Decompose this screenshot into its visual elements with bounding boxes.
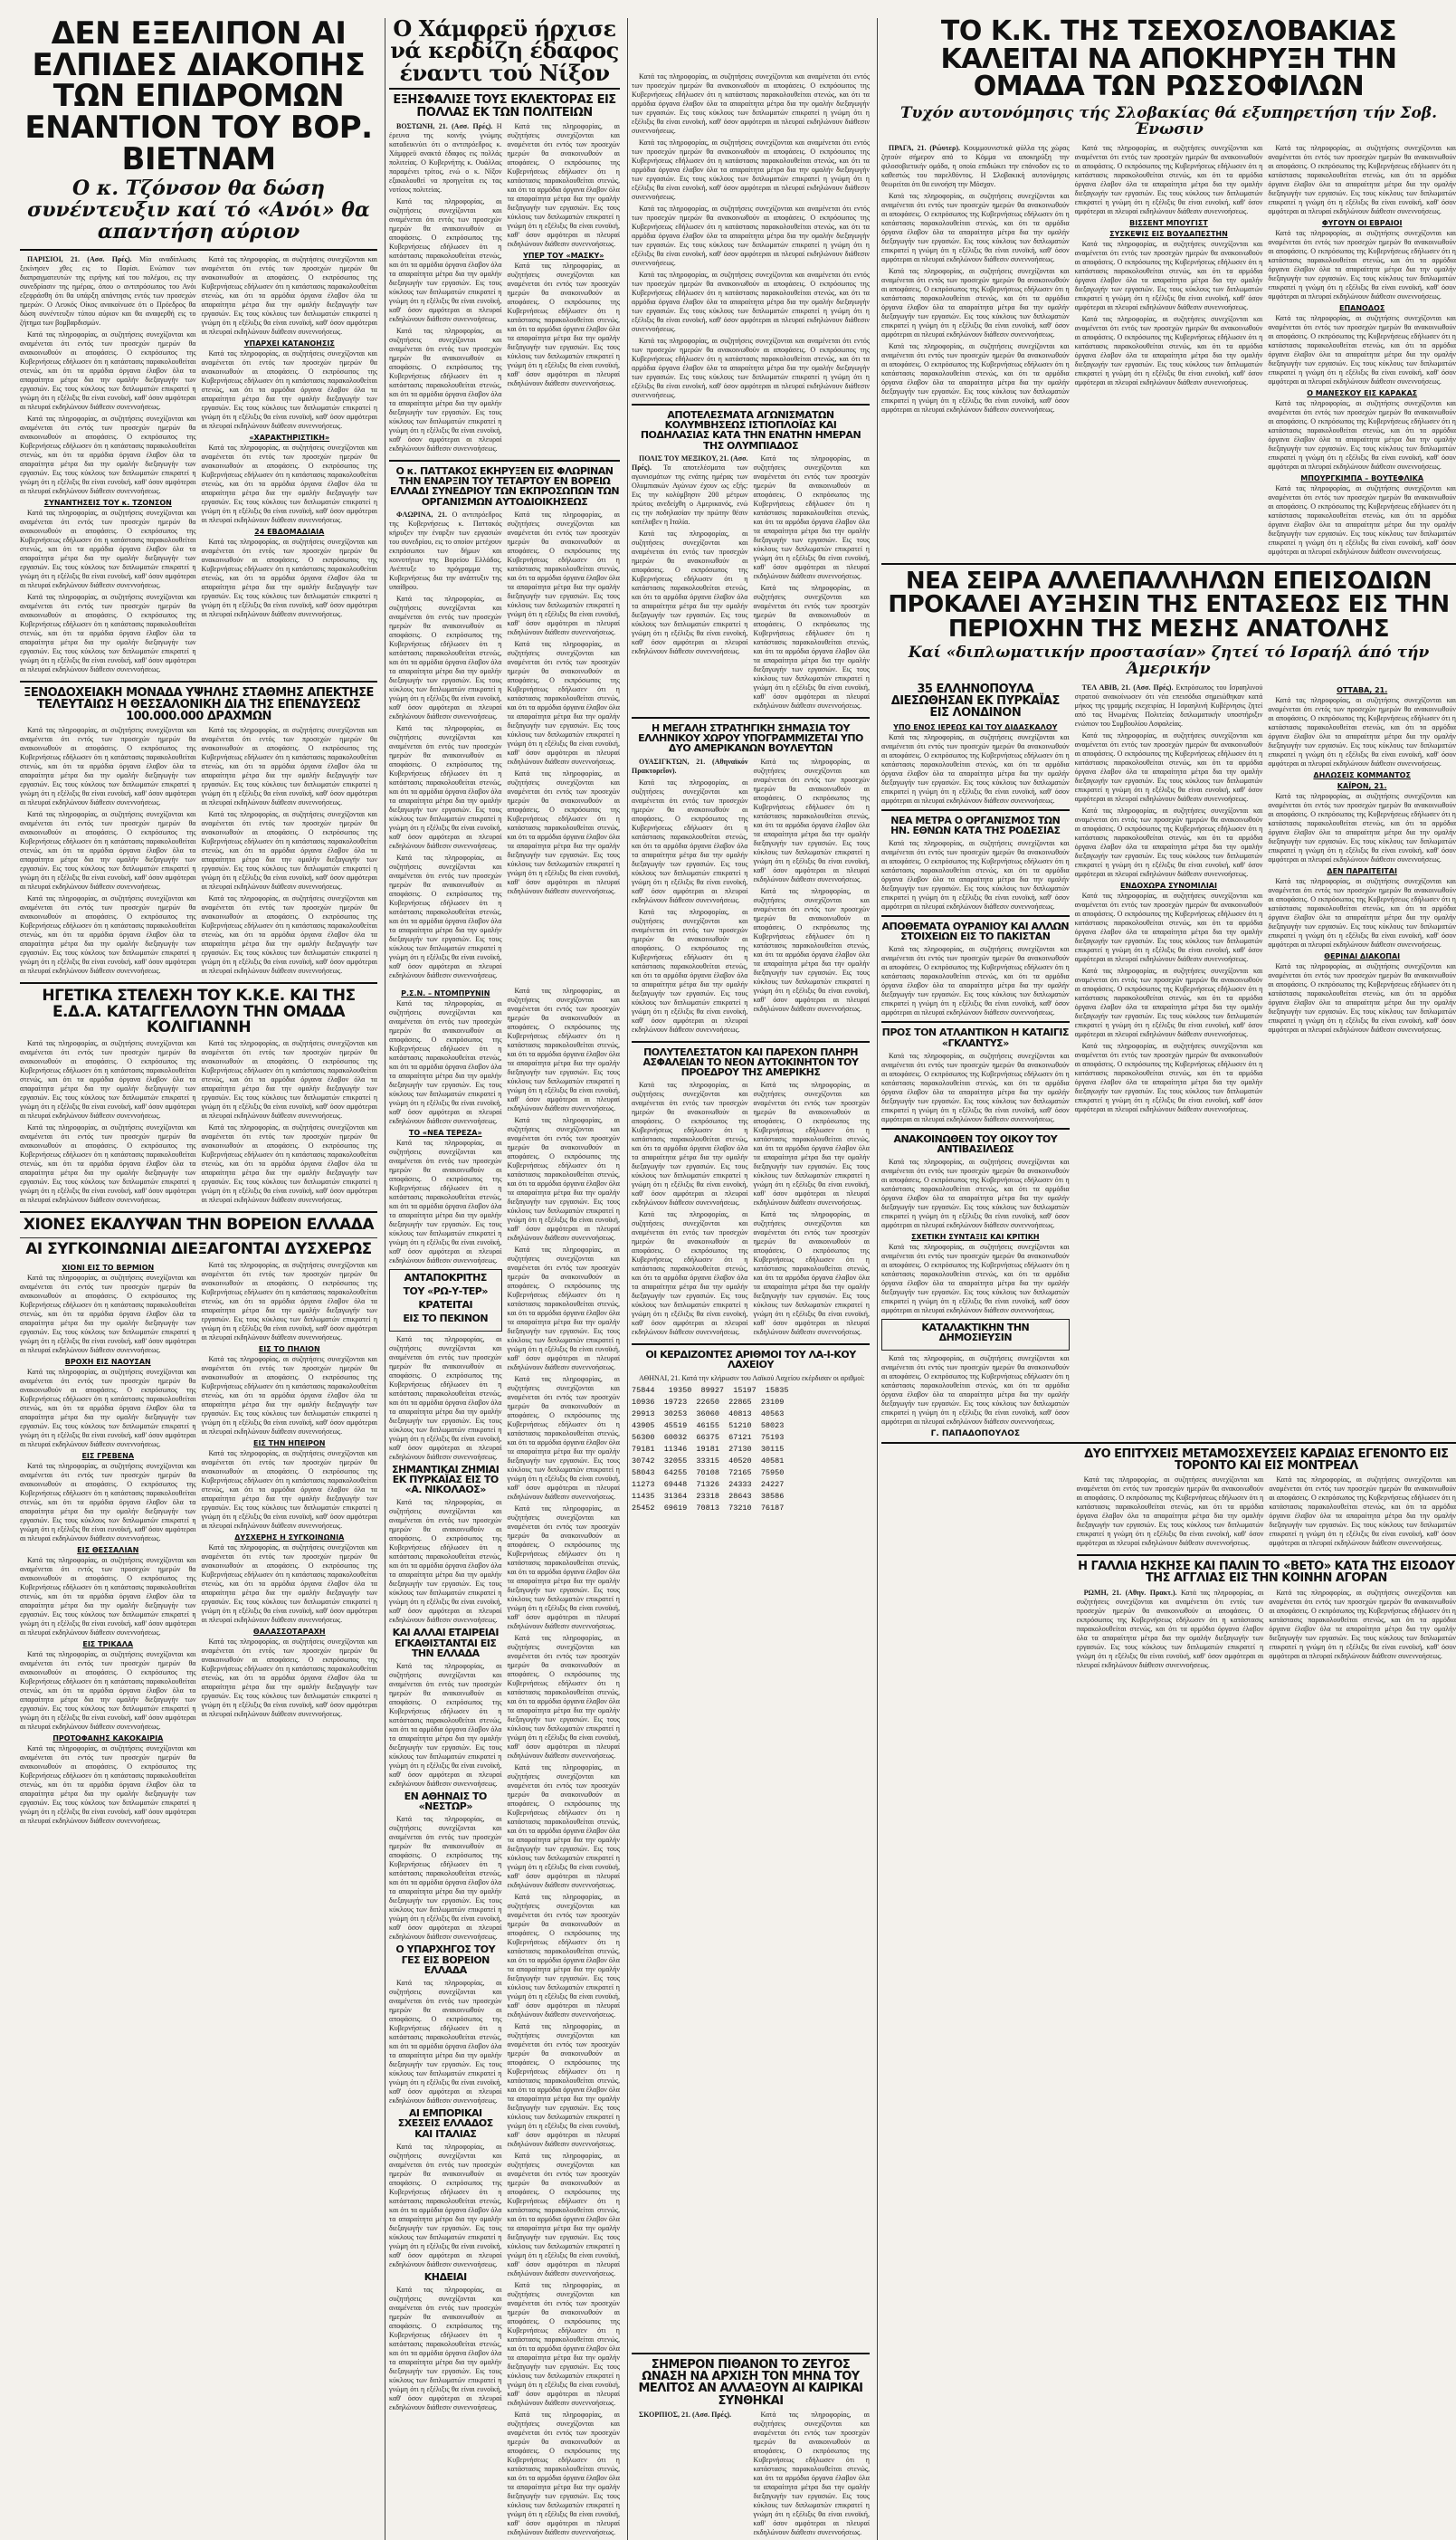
onassis-dateline: ΣΚΟΡΠΙΟΣ, 21. (Ασσ. Πρές). <box>639 2410 732 2419</box>
filler-text: Κατά τας πληροφορίας, αι συζητήσεις συνεχίζονται και αναμένεται ότι εντός των προσεχών ημερών θα ανακοινωθούν αι αποφάσεις. Ο εκπρόσωπος της Κυβερνήσεως εδήλωσεν ότι η κατάστασις παρακολουθείται στενώς, και ότι τα αρμόδια όργανα έλαβον όλα τα απαραίτητα μέτρα δια την ομαλήν διεξαγωγήν των εργασιών. Εις τους κύκλους των διπλωματών επικρατεί η γνώμη ότι η εξέλιξις θα είναι ευνοϊκή, καθ' όσον αμφότεραι αι πλευραί εκδηλώνουν διάθεσιν συνεννοήσεως. <box>389 1661 502 1788</box>
mideast-headline: ΝΕΑ ΣΕΙΡΑ ΑΛΛΕΠΑΛΛΗΛΩΝ ΕΠΕΙΣΟΔΙΩΝ ΠΡΟΚΑΛΕΙ ΑΥΞΗΣΙΝ ΤΗΣ ΕΝΤΑΣΕΩΣ ΕΙΣ ΤΗΝ ΠΕΡΙΟΧΗΝ ΤΗΣ ΜΕΣΗΣ ΑΝΑΤΟΛΗΣ <box>888 567 1450 643</box>
humphrey-article <box>389 122 620 456</box>
filler-text: Κατά τας πληροφορίας, αι συζητήσεις συνεχίζονται και αναμένεται ότι εντός των προσεχών ημερών θα ανακοινωθούν αι αποφάσεις. Ο εκπρόσωπος της Κυβερνήσεως εδήλωσεν ότι η κατάστασις παρακολουθείται στενώς, και ότι τα αρμόδια όργανα έλαβον όλα τα απαραίτητα μέτρα δια την ομαλήν διεξαγωγήν των εργασιών. Εις τους κύκλους των διπλωματών επικρατεί η γνώμη ότι η εξέλιξις θα είναι ευνοϊκή, καθ' όσον αμφότεραι αι πλευραί εκδηλώνουν διάθεσιν συνεννοήσεως. <box>753 886 870 1013</box>
section-heading: ΥΠΑΡΧΕΙ ΚΑΤΑΝΟΗΣΙΣ <box>243 339 335 348</box>
filler-text: Κατά τας πληροφορίας, αι συζητήσεις συνεχίζονται και αναμένεται ότι εντός των προσεχών ημερών θα ανακοινωθούν αι αποφάσεις. Ο εκπρόσωπος της Κυβερνήσεως εδήλωσεν ότι η κατάστασις παρακολουθείται στενώς, και ότι τα αρμόδια όργανα έλαβον όλα τα απαραίτητα μέτρα δια την ομαλήν διεξαγωγήν των εργασιών. Εις τους κύκλους των διπλωματών επικρατεί η γνώμη ότι η εξέλιξις θα είναι ευνοϊκή, καθ' όσον αμφότεραι αι πλευραί εκδηλώνουν διάθεσιν συνεννοήσεως. <box>389 723 502 850</box>
filler-text: Κατά τας πληροφορίας, αι συζητήσεις συνεχίζονται και αναμένεται ότι εντός των προσεχών ημερών θα ανακοινωθούν αι αποφάσεις. Ο εκπρόσωπος της Κυβερνήσεως εδήλωσεν ότι η κατάστασις παρακολουθείται στενώς, και ότι τα αρμόδια όργανα έλαβον όλα τα απαραίτητα μέτρα δια την ομαλήν διεξαγωγήν των εργασιών. Εις τους κύκλους των διπλωματών επικρατεί η γνώμη ότι η εξέλιξις θα είναι ευνοϊκή, καθ' όσον αμφότεραι αι πλευραί εκδηλώνουν διάθεσιν συνεννοήσεως. <box>201 1261 377 1342</box>
lottery-row: 25452 69619 70813 73210 76187 <box>632 1503 785 1513</box>
section-heading: ΕΝΔΟΧΩΡΑ ΣΥΝΟΜΙΛΙΑΙ <box>1119 881 1217 890</box>
filler-text: Κατά τας πληροφορίας, αι συζητήσεις συνεχίζονται και αναμένεται ότι εντός των προσεχών ημερών θα ανακοινωθούν αι αποφάσεις. Ο εκπρόσωπος της Κυβερνήσεως εδήλωσεν ότι η κατάστασις παρακολουθείται στενώς, και ότι τα αρμόδια όργανα έλαβον όλα τα απαραίτητα μέτρα δια την ομαλήν διεξαγωγήν των εργασιών. Εις τους κύκλους των διπλωματών επικρατεί η γνώμη ότι η εξέλιξις θα είναι ευνοϊκή, καθ' όσον αμφότεραι αι πλευραί εκδηλώνουν διάθεσιν συνεννοήσεως. <box>632 337 870 399</box>
filler-text: Κατά τας πληροφορίας, αι συζητήσεις συνεχίζονται και αναμένεται ότι εντός των προσεχών ημερών θα ανακοινωθούν αι αποφάσεις. Ο εκπρόσωπος της Κυβερνήσεως εδήλωσεν ότι η κατάστασις παρακολουθείται στενώς, και ότι τα αρμόδια όργανα έλαβον όλα τα απαραίτητα μέτρα δια την ομαλήν διεξαγωγήν των εργασιών. Εις τους κύκλους των διπλωματών επικρατεί η γνώμη ότι η εξέλιξις θα είναι ευνοϊκή, καθ' όσον αμφότεραι αι πλευραί εκδηλώνουν διάθεσιν συνεννοήσεως. <box>1074 1041 1263 1113</box>
filler-text: Κατά τας πληροφορίας, αι συζητήσεις συνεχίζονται και αναμένεται ότι εντός των προσεχών ημερών θα ανακοινωθούν αι αποφάσεις. Ο εκπρόσωπος της Κυβερνήσεως εδήλωσεν ότι η κατάστασις παρακολουθείται στενώς, και ότι τα αρμόδια όργανα έλαβον όλα τα απαραίτητα μέτρα δια την ομαλήν διεξαγωγήν των εργασιών. Εις τους κύκλους των διπλωματών επικρατεί η γνώμη ότι η εξέλιξις θα είναι ευνοϊκή, καθ' όσον αμφότεραι αι πλευραί εκδηλώνουν διάθεσιν συνεννοήσεως. <box>1074 966 1263 1038</box>
section-heading: ΕΙΣ ΘΕΣΣΑΛΙΑΝ <box>77 1546 139 1554</box>
column-2 <box>385 15 620 2540</box>
filler-text: Κατά τας πληροφορίας, αι συζητήσεις συνεχίζονται και αναμένεται ότι εντός των προσεχών ημερών θα ανακοινωθούν αι αποφάσεις. Ο εκπρόσωπος της Κυβερνήσεως εδήλωσεν ότι η κατάστασις παρακολουθείται στενώς, και ότι τα αρμόδια όργανα έλαβον όλα τα απαραίτητα μέτρα δια την ομαλήν διεξαγωγήν των εργασιών. Εις τους κύκλους των διπλωματών επικρατεί η γνώμη ότι η εξέλιξις θα είναι ευνοϊκή, καθ' όσον αμφότεραι αι πλευραί εκδηλώνουν διάθεσιν συνεννοήσεως. <box>20 894 196 976</box>
filler-text: Κατά τας πληροφορίας, αι συζητήσεις συνεχίζονται και αναμένεται ότι εντός των προσεχών ημερών θα ανακοινωθούν αι αποφάσεις. Ο εκπρόσωπος της Κυβερνήσεως εδήλωσεν ότι η κατάστασις παρακολουθείται στενώς, και ότι τα αρμόδια όργανα έλαβον όλα τα απαραίτητα μέτρα δια την ομαλήν διεξαγωγήν των εργασιών. Εις τους κύκλους των διπλωματών επικρατεί η γνώμη ότι η εξέλιξις θα είναι ευνοϊκή, καθ' όσον αμφότεραι αι πλευραί εκδηλώνουν διάθεσιν συνεννοήσεως. <box>20 1274 196 1354</box>
filler-text: Κατά τας πληροφορίας, αι συζητήσεις συνεχίζονται και αναμένεται ότι εντός των προσεχών ημερών θα ανακοινωθούν αι αποφάσεις. Ο εκπρόσωπος της Κυβερνήσεως εδήλωσεν ότι η κατάστασις παρακολουθείται στενώς, και ότι τα αρμόδια όργανα έλαβον όλα τα απαραίτητα μέτρα δια την ομαλήν διεξαγωγήν των εργασιών. Εις τους κύκλους των διπλωματών επικρατεί η γνώμη ότι η εξέλιξις θα είναι ευνοϊκή, καθ' όσον αμφότεραι αι πλευραί εκδηλώνουν διάθεσιν συνεννοήσεως. <box>753 583 870 710</box>
filler-text: Κατά τας πληροφορίας, αι συζητήσεις συνεχίζονται και αναμένεται ότι εντός των προσεχών ημερών θα ανακοινωθούν αι αποφάσεις. Ο εκπρόσωπος της Κυβερνήσεως εδήλωσεν ότι η κατάστασις παρακολουθείται στενώς, και ότι τα αρμόδια όργανα έλαβον όλα τα απαραίτητα μέτρα δια την ομαλήν διεξαγωγήν των εργασιών. Εις τους κύκλους των διπλωματών επικρατεί η γνώμη ότι η εξέλιξις θα είναι ευνοϊκή, καθ' όσον αμφότεραι αι πλευραί εκδηλώνουν διάθεσιν συνεννοήσεως. <box>1268 398 1456 471</box>
mideast-text: Εκπρόσωπος του Ισραηλινού στρατού ανακοίνωσεν ότι νέα επεισόδια σημειώθηκαν κατά μήκος της γραμμής εκεχειρίας. Η Ισραηλινή Κυβέρνησις ζητεί από τας Ηνωμένας Πολιτείας διπλωματικήν υποστήριξιν ενώπιον του Συμβουλίου Ασφαλείας. <box>1074 683 1263 728</box>
palace-headline: ΑΝΑΚΟΙΝΩΘΕΝ ΤΟΥ ΟΙΚΟΥ ΤΟΥ ΑΝΤΙΒΑΣΙΛΕΩΣ <box>893 1132 1058 1156</box>
filler-text: Κατά τας πληροφορίας, αι συζητήσεις συνεχίζονται και αναμένεται ότι εντός των προσεχών ημερών θα ανακοινωθούν αι αποφάσεις. Ο εκπρόσωπος της Κυβερνήσεως εδήλωσεν ότι η κατάστασις παρακολουθείται στενώς, και ότι τα αρμόδια όργανα έλαβον όλα τα απαραίτητα μέτρα δια την ομαλήν διεξαγωγήν των εργασιών. Εις τους κύκλους των διπλωματών επικρατεί η γνώμη ότι η εξέλιξις θα είναι ευνοϊκή, καθ' όσον αμφότεραι αι πλευραί εκδηλώνουν διάθεσιν συνεννοήσεως. <box>1268 791 1456 864</box>
divider <box>881 1021 1070 1023</box>
mini-headline: Ο ΥΠΑΡΧΗΓΟΣ ΤΟΥ ΓΕΣ ΕΙΣ ΒΟΡΕΙΟΝ ΕΛΛΑΔΑ <box>395 1943 496 1976</box>
filler-text: Κατά τας πληροφορίας, αι συζητήσεις συνεχίζονται και αναμένεται ότι εντός των προσεχών ημερών θα ανακοινωθούν αι αποφάσεις. Ο εκπρόσωπος της Κυβερνήσεως εδήλωσεν ότι η κατάστασις παρακολουθείται στενώς, και ότι τα αρμόδια όργανα έλαβον όλα τα απαραίτητα μέτρα δια την ομαλήν διεξαγωγήν των εργασιών. Εις τους κύκλους των διπλωματών επικρατεί η γνώμη ότι η εξέλιξις θα είναι ευνοϊκή, καθ' όσον αμφότεραι αι πλευραί εκδηλώνουν διάθεσιν συνεννοήσεως. <box>632 907 748 1034</box>
filler-text: Κατά τας πληροφορίας, αι συζητήσεις συνεχίζονται και αναμένεται ότι εντός των προσεχών ημερών θα ανακοινωθούν αι αποφάσεις. Ο εκπρόσωπος της Κυβερνήσεως εδήλωσεν ότι η κατάστασις παρακολουθείται στενώς, και ότι τα αρμόδια όργανα έλαβον όλα τα απαραίτητα μέτρα δια την ομαλήν διεξαγωγήν των εργασιών. Εις τους κύκλους των διπλωματών επικρατεί η γνώμη ότι η εξέλιξις θα είναι ευνοϊκή, καθ' όσον αμφότεραι αι πλευραί εκδηλώνουν διάθεσιν συνεννοήσεως. <box>1268 228 1456 301</box>
section-heading: ΜΠΟΥΡΓΚΙΜΠΑ – ΒΟΥΤΕΦΛΙΚΑ <box>1300 473 1424 482</box>
vietnam-subheadline: Ο κ. Τζόνσον θα δώση συνέντευξιν καί τό «Ανόι» θα απαντήση αύριον <box>27 177 370 243</box>
divider <box>20 681 377 683</box>
sport-article <box>632 454 870 713</box>
filler-text: Κατά τας πληροφορίας, αι συζητήσεις συνεχίζονται και αναμένεται ότι εντός των προσεχών ημερών θα ανακοινωθούν αι αποφάσεις. Ο εκπρόσωπος της Κυβερνήσεως εδήλωσεν ότι η κατάστασις παρακολουθείται στενώς, και ότι τα αρμόδια όργανα έλαβον όλα τα απαραίτητα μέτρα δια την ομαλήν διεξαγωγήν των εργασιών. Εις τους κύκλους των διπλωματών επικρατεί η γνώμη ότι η εξέλιξις θα είναι ευνοϊκή, καθ' όσον αμφότεραι αι πλευραί εκδηλώνουν διάθεσιν συνεννοήσεως. <box>632 72 870 135</box>
filler-text: Κατά τας πληροφορίας, αι συζητήσεις συνεχίζονται και αναμένεται ότι εντός των προσεχών ημερών θα ανακοινωθούν αι αποφάσεις. Ο εκπρόσωπος της Κυβερνήσεως εδήλωσεν ότι η κατάστασις παρακολουθείται στενώς, και ότι τα αρμόδια όργανα έλαβον όλα τα απαραίτητα μέτρα δια την ομαλήν διεξαγωγήν των εργασιών. Εις τους κύκλους των διπλωματών επικρατεί η γνώμη ότι η εξέλιξις θα είναι ευνοϊκή, καθ' όσον αμφότεραι αι πλευραί εκδηλώνουν διάθεσιν συνεννοήσεως. <box>507 121 620 248</box>
section-heading: ΔΕΝ ΠΑΡΑΙΤΕΙΤΑΙ <box>1327 866 1397 875</box>
hotel-article <box>20 726 377 979</box>
filler-text: Κατά τας πληροφορίας, αι συζητήσεις συνεχίζονται και αναμένεται ότι εντός των προσεχών ημερών θα ανακοινωθούν αι αποφάσεις. Ο εκπρόσωπος της Κυβερνήσεως εδήλωσεν ότι η κατάστασις παρακολουθείται στενώς, και ότι τα αρμόδια όργανα έλαβον όλα τα απαραίτητα μέτρα δια την ομαλήν διεξαγωγήν των εργασιών. Εις τους κύκλους των διπλωματών επικρατεί η γνώμη ότι η εξέλιξις θα είναι ευνοϊκή, καθ' όσον αμφότεραι αι πλευραί εκδηλώνουν διάθεσιν συνεννοήσεως. <box>753 1210 870 1337</box>
atlantic-headline: ΠΡΟΣ ΤΟΝ ΑΤΛΑΝΤΙΚΟΝ Η ΚΑΤΑΙΓΙΣ «ΓΚΛΑΝΤΥΣ» <box>881 1027 1070 1049</box>
divider <box>881 809 1070 811</box>
mini-headline: ΕΝ ΑΘΗΝΑΙΣ ΤΟ «ΝΕΣΤΩΡ» <box>404 1790 487 1813</box>
mini-headline: ΚΗΔΕΙΑΙ <box>423 2270 467 2283</box>
filler-text: Κατά τας πληροφορίας, αι συζητήσεις συνεχίζονται και αναμένεται ότι εντός των προσεχών ημερών θα ανακοινωθούν αι αποφάσεις. Ο εκπρόσωπος της Κυβερνήσεως εδήλωσεν ότι η κατάστασις παρακολουθείται στενώς, και ότι τα αρμόδια όργανα έλαβον όλα τα απαραίτητα μέτρα δια την ομαλήν διεξαγωγήν των εργασιών. Εις τους κύκλους των διπλωματών επικρατεί η γνώμη ότι η εξέλιξις θα είναι ευνοϊκή, καθ' όσον αμφότεραι αι πλευραί εκδηλώνουν διάθεσιν συνεννοήσεως. <box>1269 1588 1456 1660</box>
pattakos-article <box>389 511 620 983</box>
czech-text: Κουμμουνιστικά φύλλα της χώρας ζητούν σήμερον από το Κόμμα να αποκηρύξη την φιλοσοβιετικήν ομάδα, η οποία επιδιώκει την επάνοδον εις το καθεστώς του παρελθόντος. Η Σλοβακική αυτονόμησις θεωρείται ότι θα ευνοήση την Μόσχαν. <box>881 143 1070 188</box>
kids-headline: 35 ΕΛΛΗΝΟΠΟΥΛΑ ΔΙΕΣΩΘΗΣΑΝ ΕΚ ΠΥΡΚΑΪΑΣ ΕΙΣ ΛΟΝΔΙΝΟΝ <box>890 682 1060 721</box>
filler-text: Κατά τας πληροφορίας, αι συζητήσεις συνεχίζονται και αναμένεται ότι εντός των προσεχών ημερών θα ανακοινωθούν αι αποφάσεις. Ο εκπρόσωπος της Κυβερνήσεως εδήλωσεν ότι η κατάστασις παρακολουθείται στενώς, και ότι τα αρμόδια όργανα έλαβον όλα τα απαραίτητα μέτρα δια την ομαλήν διεξαγωγήν των εργασιών. Εις τους κύκλους των διπλωματών επικρατεί η γνώμη ότι η εξέλιξις θα είναι ευνοϊκή, καθ' όσον αμφότεραι αι πλευραί εκδηλώνουν διάθεσιν συνεννοήσεως. <box>201 1123 377 1205</box>
kke-article <box>20 1039 377 1208</box>
filler-text: Κατά τας πληροφορίας, αι συζητήσεις συνεχίζονται και αναμένεται ότι εντός των προσεχών ημερών θα ανακοινωθούν αι αποφάσεις. Ο εκπρόσωπος της Κυβερνήσεως εδήλωσεν ότι η κατάστασις παρακολουθείται στενώς, και ότι τα αρμόδια όργανα έλαβον όλα τα απαραίτητα μέτρα δια την ομαλήν διεξαγωγήν των εργασιών. Εις τους κύκλους των διπλωματών επικρατεί η γνώμη ότι η εξέλιξις θα είναι ευνοϊκή, καθ' όσον αμφότεραι αι πλευραί εκδηλώνουν διάθεσιν συνεννοήσεως. <box>389 998 502 1125</box>
transplant-block <box>881 1448 1456 1673</box>
filler-text: Κατά τας πληροφορίας, αι συζητήσεις συνεχίζονται και αναμένεται ότι εντός των προσεχών ημερών θα ανακοινωθούν αι αποφάσεις. Ο εκπρόσωπος της Κυβερνήσεως εδήλωσεν ότι η κατάστασις παρακολουθείται στενώς, και ότι τα αρμόδια όργανα έλαβον όλα τα απαραίτητα μέτρα δια την ομαλήν διεξαγωγήν των εργασιών. Εις τους κύκλους των διπλωματών επικρατεί η γνώμη ότι η εξέλιξις θα είναι ευνοϊκή, καθ' όσον αμφότεραι αι πλευραί εκδηλώνουν διάθεσιν συνεννοήσεως. <box>881 266 1070 339</box>
czech-subheadline: Τυχόν αυτονόμησις τής Σλοβακίας θά εξυπηρετήση τήν Σοβ. Ένωσιν <box>899 103 1437 139</box>
rhodesia-headline: ΝΕΑ ΜΕΤΡΑ Ο ΟΡΓΑΝΙΣΜΟΣ ΤΩΝ ΗΝ. ΕΘΝΩΝ ΚΑΤΑ ΤΗΣ ΡΟΔΕΣΙΑΣ <box>890 814 1061 836</box>
section-heading: Ρ.Σ.Ν. – ΝΤΟΜΠΡΥΝΙΝ <box>401 988 490 998</box>
section-heading: ΠΡΟΤΟΦΑΝΗΣ ΚΑΚΟΚΑΙΡΙΑ <box>52 1734 164 1743</box>
lottery-row: 43905 45519 46155 51210 58023 <box>632 1420 785 1430</box>
section-heading: ΕΙΣ ΓΡΕΒΕΝΑ <box>81 1452 135 1460</box>
lottery-row: 11273 69448 71326 24333 24227 <box>632 1479 785 1489</box>
france-headline: Η ΓΑΛΛΙΑ ΗΣΚΗΣΕ ΚΑΙ ΠΑΛΙΝ ΤΟ «ΒΕΤΟ» ΚΑΤΑ ΤΗΣ ΕΙΣΟΔΟΥ ΤΗΣ ΑΓΓΛΙΑΣ ΕΙΣ ΤΗΝ ΚΟΙΝΗΝ ΑΓΟΡΑΝ <box>1078 1560 1455 1586</box>
filler-text: Κατά τας πληροφορίας, αι συζητήσεις συνεχίζονται και αναμένεται ότι εντός των προσεχών ημερών θα ανακοινωθούν αι αποφάσεις. Ο εκπρόσωπος της Κυβερνήσεως εδήλωσεν ότι η κατάστασις παρακολουθείται στενώς, και ότι τα αρμόδια όργανα έλαβον όλα τα απαραίτητα μέτρα δια την ομαλήν διεξαγωγήν των εργασιών. Εις τους κύκλους των διπλωματών επικρατεί η γνώμη ότι η εξέλιξις θα είναι ευνοϊκή, καθ' όσον αμφότεραι αι πλευραί εκδηλώνουν διάθεσιν συνεννοήσεως. <box>507 1633 620 1760</box>
vietnam-headline: ΔΕΝ ΕΞΕΛΙΠΟΝ ΑΙ ΕΛΠΙΔΕΣ ΔΙΑΚΟΠΗΣ ΤΩΝ ΕΠΙΔΡΟΜΩΝ ΕΝΑΝΤΙΟΝ ΤΟΥ ΒΟΡ. ΒΙΕΤΝΑΜ <box>24 15 373 177</box>
filler-text: Κατά τας πληροφορίας, αι συζητήσεις συνεχίζονται και αναμένεται ότι εντός των προσεχών ημερών θα ανακοινωθούν αι αποφάσεις. Ο εκπρόσωπος της Κυβερνήσεως εδήλωσεν ότι η κατάστασις παρακολουθείται στενώς, και ότι τα αρμόδια όργανα έλαβον όλα τα απαραίτητα μέτρα δια την ομαλήν διεξαγωγήν των εργασιών. Εις τους κύκλους των διπλωματών επικρατεί η γνώμη ότι η εξέλιξις θα είναι ευνοϊκή, καθ' όσον αμφότεραι αι πλευραί εκδηλώνουν διάθεσιν συνεννοήσεως. <box>201 1638 377 1718</box>
section-heading: ΣΥΝΑΝΤΗΣΕΙΣ ΤΟΥ κ. ΤΖΟΝΣΟΝ <box>43 498 172 507</box>
filler-text: Κατά τας πληροφορίας, αι συζητήσεις συνεχίζονται και αναμένεται ότι εντός των προσεχών ημερών θα ανακοινωθούν αι αποφάσεις. Ο εκπρόσωπος της Κυβερνήσεως εδήλωσεν ότι η κατάστασις παρακολουθείται στενώς, και ότι τα αρμόδια όργανα έλαβον όλα τα απαραίτητα μέτρα δια την ομαλήν διεξαγωγήν των εργασιών. Εις τους κύκλους των διπλωματών επικρατεί η γνώμη ότι η εξέλιξις θα είναι ευνοϊκή, καθ' όσον αμφότεραι αι πλευραί εκδηλώνουν διάθεσιν συνεννοήσεως. <box>201 443 377 524</box>
filler-text: Κατά τας πληροφορίας, αι συζητήσεις συνεχίζονται και αναμένεται ότι εντός των προσεχών ημερών θα ανακοινωθούν αι αποφάσεις. Ο εκπρόσωπος της Κυβερνήσεως εδήλωσεν ότι η κατάστασις παρακολουθείται στενώς, και ότι τα αρμόδια όργανα έλαβον όλα τα απαραίτητα μέτρα δια την ομαλήν διεξαγωγήν των εργασιών. Εις τους κύκλους των διπλωματών επικρατεί η γνώμη ότι η εξέλιξις θα είναι ευνοϊκή, καθ' όσον αμφότεραι αι πλευραί εκδηλώνουν διάθεσιν συνεννοήσεως. <box>20 592 196 673</box>
filler-text: Κατά τας πληροφορίας, αι συζητήσεις συνεχίζονται και αναμένεται ότι εντός των προσεχών ημερών θα ανακοινωθούν αι αποφάσεις. Ο εκπρόσωπος της Κυβερνήσεως εδήλωσεν ότι η κατάστασις παρακολουθείται στενώς, και ότι τα αρμόδια όργανα έλαβον όλα τα απαραίτητα μέτρα δια την ομαλήν διεξαγωγήν των εργασιών. Εις τους κύκλους των διπλωματών επικρατεί η γνώμη ότι η εξέλιξις θα είναι ευνοϊκή, καθ' όσον αμφότεραι αι πλευραί εκδηλώνουν διάθεσιν συνεννοήσεως. <box>389 594 502 721</box>
filler-text: Κατά τας πληροφορίας, αι συζητήσεις συνεχίζονται και αναμένεται ότι εντός των προσεχών ημερών θα ανακοινωθούν αι αποφάσεις. Ο εκπρόσωπος της Κυβερνήσεως εδήλωσεν ότι η κατάστασις παρακολουθείται στενώς, και ότι τα αρμόδια όργανα έλαβον όλα τα απαραίτητα μέτρα δια την ομαλήν διεξαγωγήν των εργασιών. Εις τους κύκλους των διπλωματών επικρατεί η γνώμη ότι η εξέλιξις θα είναι ευνοϊκή, καθ' όσον αμφότεραι αι πλευραί εκδηλώνουν διάθεσιν συνεννοήσεως. <box>1268 961 1456 1034</box>
filler-text: Κατά τας πληροφορίας, αι συζητήσεις συνεχίζονται και αναμένεται ότι εντός των προσεχών ημερών θα ανακοινωθούν αι αποφάσεις. Ο εκπρόσωπος της Κυβερνήσεως εδήλωσεν ότι η κατάστασις παρακολουθείται στενώς, και ότι τα αρμόδια όργανα έλαβον όλα τα απαραίτητα μέτρα δια την ομαλήν διεξαγωγήν των εργασιών. Εις τους κύκλους των διπλωματών επικρατεί η γνώμη ότι η εξέλιξις θα είναι ευνοϊκή, καθ' όσον αμφότεραι αι πλευραί εκδηλώνουν διάθεσιν συνεννοήσεως. <box>507 1245 620 1371</box>
divider <box>389 88 620 90</box>
pattakos-text: Ο αντιπρόεδρος της Κυβερνήσεως κ. Παττακός κήρυξεν την έναρξιν των εργασιών του συνεδρίου, εις το οποίον μετέχουν εκπρόσωποι των δήμων και κοινοτήτων της Βορείου Ελλάδος. Ανέπτυξε το πρόγραμμα της Κυβερνήσεως δια την ανάπτυξιν της υπαίθρου. <box>389 510 502 591</box>
filler-text: Κατά τας πληροφορίας, αι συζητήσεις συνεχίζονται και αναμένεται ότι εντός των προσεχών ημερών θα ανακοινωθούν αι αποφάσεις. Ο εκπρόσωπος της Κυβερνήσεως εδήλωσεν ότι η κατάστασις παρακολουθείται στενώς, και ότι τα αρμόδια όργανα έλαβον όλα τα απαραίτητα μέτρα δια την ομαλήν διεξαγωγήν των εργασιών. Εις τους κύκλους των διπλωματών επικρατεί η γνώμη ότι η εξέλιξις θα είναι ευνοϊκή, καθ' όσον αμφότεραι αι πλευραί εκδηλώνουν διάθεσιν συνεννοήσεως. <box>20 726 196 807</box>
spacer <box>632 18 870 72</box>
onassis-block <box>632 2349 870 2540</box>
section-heading: ΧΙΟΝΙ ΕΙΣ ΤΟ ΒΕΡΜΙΟΝ <box>62 1264 155 1272</box>
filler-text: Κατά τας πληροφορίας, αι συζητήσεις συνεχίζονται και αναμένεται ότι εντός των προσεχών ημερών θα ανακοινωθούν αι αποφάσεις. Ο εκπρόσωπος της Κυβερνήσεως εδήλωσεν ότι η κατάστασις παρακολουθείται στενώς, και ότι τα αρμόδια όργανα έλαβον όλα τα απαραίτητα μέτρα δια την ομαλήν διεξαγωγήν των εργασιών. Εις τους κύκλους των διπλωματών επικρατεί η γνώμη ότι η εξέλιξις θα είναι ευνοϊκή, καθ' όσον αμφότεραι αι πλευραί εκδηλώνουν διάθεσιν συνεννοήσεως. <box>389 853 502 979</box>
filler-text: Κατά τας πληροφορίας, αι συζητήσεις συνεχίζονται και αναμένεται ότι εντός των προσεχών ημερών θα ανακοινωθούν αι αποφάσεις. Ο εκπρόσωπος της Κυβερνήσεως εδήλωσεν ότι η κατάστασις παρακολουθείται στενώς, και ότι τα αρμόδια όργανα έλαβον όλα τα απαραίτητα μέτρα δια την ομαλήν διεξαγωγήν των εργασιών. Εις τους κύκλους των διπλωματών επικρατεί η γνώμη ότι η εξέλιξις θα είναι ευνοϊκή, καθ' όσον αμφότεραι αι πλευραί εκδηλώνουν διάθεσιν συνεννοήσεως. <box>1268 876 1456 949</box>
col2-lower <box>389 987 620 2540</box>
filler-text: Κατά τας πληροφορίας, αι συζητήσεις συνεχίζονται και αναμένεται ότι εντός των προσεχών ημερών θα ανακοινωθούν αι αποφάσεις. Ο εκπρόσωπος της Κυβερνήσεως εδήλωσεν ότι η κατάστασις παρακολουθείται στενώς, και ότι τα αρμόδια όργανα έλαβον όλα τα απαραίτητα μέτρα δια την ομαλήν διεξαγωγήν των εργασιών. Εις τους κύκλους των διπλωματών επικρατεί η γνώμη ότι η εξέλιξις θα είναι ευνοϊκή, καθ' όσον αμφότεραι αι πλευραί εκδηλώνουν διάθεσιν συνεννοήσεως. <box>507 2410 620 2536</box>
section-heading: ΚΑΪΡΟΝ, 21. <box>1337 781 1387 790</box>
filler-text: Κατά τας πληροφορίας, αι συζητήσεις συνεχίζονται και αναμένεται ότι εντός των προσεχών ημερών θα ανακοινωθούν αι αποφάσεις. Ο εκπρόσωπος της Κυβερνήσεως εδήλωσεν ότι η κατάστασις παρακολουθείται στενώς, και ότι τα αρμόδια όργανα έλαβον όλα τα απαραίτητα μέτρα δια την ομαλήν διεξαγωγήν των εργασιών. Εις τους κύκλους των διπλωματών επικρατεί η γνώμη ότι η εξέλιξις θα είναι ευνοϊκή, καθ' όσον αμφότεραι αι πλευραί εκδηλώνουν διάθεσιν συνεννοήσεως. <box>20 1744 196 1825</box>
filler-text: Κατά τας πληροφορίας, αι συζητήσεις συνεχίζονται και αναμένεται ότι εντός των προσεχών ημερών θα ανακοινωθούν αι αποφάσεις. Ο εκπρόσωπος της Κυβερνήσεως εδήλωσεν ότι η κατάστασις παρακολουθείται στενώς, και ότι τα αρμόδια όργανα έλαβον όλα τα απαραίτητα μέτρα δια την ομαλήν διεξαγωγήν των εργασιών. Εις τους κύκλους των διπλωματών επικρατεί η γνώμη ότι η εξέλιξις θα είναι ευνοϊκή, καθ' όσον αμφότεραι αι πλευραί εκδηλώνουν διάθεσιν συνεννοήσεως. <box>1268 483 1456 556</box>
filler-text: Κατά τας πληροφορίας, αι συζητήσεις συνεχίζονται και αναμένεται ότι εντός των προσεχών ημερών θα ανακοινωθούν αι αποφάσεις. Ο εκπρόσωπος της Κυβερνήσεως εδήλωσεν ότι η κατάστασις παρακολουθείται στενώς, και ότι τα αρμόδια όργανα έλαβον όλα τα απαραίτητα μέτρα δια την ομαλήν διεξαγωγήν των εργασιών. Εις τους κύκλους των διπλωματών επικρατεί η γνώμη ότι η εξέλιξις θα είναι ευνοϊκή, καθ' όσον αμφότεραι αι πλευραί εκδηλώνουν διάθεσιν συνεννοήσεως. <box>20 508 196 589</box>
filler-text: Κατά τας πληροφορίας, αι συζητήσεις συνεχίζονται και αναμένεται ότι εντός των προσεχών ημερών θα ανακοινωθούν αι αποφάσεις. Ο εκπρόσωπος της Κυβερνήσεως εδήλωσεν ότι η κατάστασις παρακολουθείται στενώς, και ότι τα αρμόδια όργανα έλαβον όλα τα απαραίτητα μέτρα δια την ομαλήν διεξαγωγήν των εργασιών. Εις τους κύκλους των διπλωματών επικρατεί η γνώμη ότι η εξέλιξις θα είναι ευνοϊκή, καθ' όσον αμφότεραι αι πλευραί εκδηλώνουν διάθεσιν συνεννοήσεως. <box>20 1462 196 1542</box>
filler-text: Κατά τας πληροφορίας, αι συζητήσεις συνεχίζονται και αναμένεται ότι εντός των προσεχών ημερών θα ανακοινωθούν αι αποφάσεις. Ο εκπρόσωπος της Κυβερνήσεως εδήλωσεν ότι η κατάστασις παρακολουθείται στενώς, και ότι τα αρμόδια όργανα έλαβον όλα τα απαραίτητα μέτρα δια την ομαλήν διεξαγωγήν των εργασιών. Εις τους κύκλους των διπλωματών επικρατεί η γνώμη ότι η εξέλιξις θα είναι ευνοϊκή, καθ' όσον αμφότεραι αι πλευραί εκδηλώνουν διάθεσιν συνεννοήσεως. <box>753 757 870 883</box>
hotel-headline: ΞΕΝΟΔΟΧΕΙΑΚΗ ΜΟΝΑΔΑ ΥΨΗΛΗΣ ΣΤΑΘΜΗΣ ΑΠΕΚΤΗΣΕ ΤΕΛΕΥΤΑΙΩΣ Η ΘΕΣΣΑΛΟΝΙΚΗ ΔΙΑ ΤΗΣ ΕΠΕΝΔΥΣΕΩΣ 100.000.000 ΔΡΑΧΜΩΝ <box>24 685 374 724</box>
vietnam-article <box>20 255 377 677</box>
mideast-dateline: ΤΕΛ ΑΒΙΒ, 21. (Ασσ. Πρές). <box>1081 683 1174 692</box>
filler-text: Κατά τας πληροφορίας, αι συζητήσεις συνεχίζονται και αναμένεται ότι εντός των προσεχών ημερών θα ανακοινωθούν αι αποφάσεις. Ο εκπρόσωπος της Κυβερνήσεως εδήλωσεν ότι η κατάστασις παρακολουθείται στενώς, και ότι τα αρμόδια όργανα έλαβον όλα τα απαραίτητα μέτρα δια την ομαλήν διεξαγωγήν των εργασιών. Εις τους κύκλους των διπλωματών επικρατεί η γνώμη ότι η εξέλιξις θα είναι ευνοϊκή, καθ' όσον αμφότεραι αι πλευραί εκδηλώνουν διάθεσιν συνεννοήσεως. <box>507 2021 620 2148</box>
box-line: ΚΡΑΤΕΙΤΑΙ <box>418 1299 473 1312</box>
divider <box>632 1343 870 1345</box>
section-heading: ΣΥΣΚΕΨΙΣ ΕΙΣ ΒΟΥΔΑΠΕΣΤΗΝ <box>1109 229 1228 238</box>
filler-text: Κατά τας πληροφορίας, αι συζητήσεις συνεχίζονται και αναμένεται ότι εντός των προσεχών ημερών θα ανακοινωθούν αι αποφάσεις. Ο εκπρόσωπος της Κυβερνήσεως εδήλωσεν ότι η κατάστασις παρακολουθείται στενώς, και ότι τα αρμόδια όργανα έλαβον όλα τα απαραίτητα μέτρα δια την ομαλήν διεξαγωγήν των εργασιών. Εις τους κύκλους των διπλωματών επικρατεί η γνώμη ότι η εξέλιξις θα είναι ευνοϊκή, καθ' όσον αμφότεραι αι πλευραί εκδηλώνουν διάθεσιν συνεννοήσεως. <box>753 454 870 580</box>
filler-text: Κατά τας πληροφορίας, αι συζητήσεις συνεχίζονται και αναμένεται ότι εντός των προσεχών ημερών θα ανακοινωθούν αι αποφάσεις. Ο εκπρόσωπος της Κυβερνήσεως εδήλωσεν ότι η κατάστασις παρακολουθείται στενώς, και ότι τα αρμόδια όργανα έλαβον όλα τα απαραίτητα μέτρα δια την ομαλήν διεξαγωγήν των εργασιών. Εις τους κύκλους των διπλωματών επικρατεί η γνώμη ότι η εξέλιξις θα είναι ευνοϊκή, καθ' όσον αμφότεραι αι πλευραί εκδηλώνουν διάθεσιν συνεννοήσεως. <box>753 2410 870 2536</box>
filler-text: Κατά τας πληροφορίας, αι συζητήσεις συνεχίζονται και αναμένεται ότι εντός των προσεχών ημερών θα ανακοινωθούν αι αποφάσεις. Ο εκπρόσωπος της Κυβερνήσεως εδήλωσεν ότι η κατάστασις παρακολουθείται στενώς, και ότι τα αρμόδια όργανα έλαβον όλα τα απαραίτητα μέτρα δια την ομαλήν διεξαγωγήν των εργασιών. Εις τους κύκλους των διπλωματών επικρατεί η γνώμη ότι η εξέλιξις θα είναι ευνοϊκή, καθ' όσον αμφότεραι αι πλευραί εκδηλώνουν διάθεσιν συνεννοήσεως. <box>1074 891 1263 963</box>
lottery-row: 58043 64255 70108 72165 75950 <box>632 1467 785 1477</box>
divider <box>632 404 870 406</box>
filler-text: Κατά τας πληροφορίας, αι συζητήσεις συνεχίζονται και αναμένεται ότι εντός των προσεχών ημερών θα ανακοινωθούν αι αποφάσεις. Ο εκπρόσωπος της Κυβερνήσεως εδήλωσεν ότι η κατάστασις παρακολουθείται στενώς, και ότι τα αρμόδια όργανα έλαβον όλα τα απαραίτητα μέτρα δια την ομαλήν διεξαγωγήν των εργασιών. Εις τους κύκλους των διπλωματών επικρατεί η γνώμη ότι η εξέλιξις θα είναι ευνοϊκή, καθ' όσον αμφότεραι αι πλευραί εκδηλώνουν διάθεσιν συνεννοήσεως. <box>753 1081 870 1208</box>
section-heading: ΕΠΑΝΟΔΟΣ <box>1339 303 1385 312</box>
kke-headline: ΗΓΕΤΙΚΑ ΣΤΕΛΕΧΗ ΤΟΥ Κ.Κ.Ε. ΚΑΙ ΤΗΣ Ε.Δ.Α. ΚΑΤΑΓΓΕΛΛΟΥΝ ΤΗΝ ΟΜΑΔΑ ΚΟΛΙΓΙΑΝΝΗ <box>42 987 356 1037</box>
lottery-row: 79181 11346 19181 27130 30115 <box>632 1444 785 1454</box>
mini-headline: ΑΙ ΕΜΠΟΡΙΚΑΙ ΣΧΕΣΕΙΣ ΕΛΛΑΔΟΣ ΚΑΙ ΙΤΑΛΙΑΣ <box>397 2107 493 2140</box>
filler-text: Κατά τας πληροφορίας, αι συζητήσεις συνεχίζονται και αναμένεται ότι εντός των προσεχών ημερών θα ανακοινωθούν αι αποφάσεις. Ο εκπρόσωπος της Κυβερνήσεως εδήλωσεν ότι η κατάστασις παρακολουθείται στενώς, και ότι τα αρμόδια όργανα έλαβον όλα τα απαραίτητα μέτρα δια την ομαλήν διεξαγωγήν των εργασιών. Εις τους κύκλους των διπλωματών επικρατεί η γνώμη ότι η εξέλιξις θα είναι ευνοϊκή, καθ' όσον αμφότεραι αι πλευραί εκδηλώνουν διάθεσιν συνεννοήσεως. <box>201 537 377 618</box>
box-line: ΑΝΤΑΠΟΚΡΙΤΗΣ <box>404 1271 487 1284</box>
snow-article <box>20 1261 377 1829</box>
section-heading: ΔΗΛΩΣΕΙΣ ΚΟΜΜΑΝΤΟΣ <box>1313 770 1411 779</box>
mini-headline: ΚΑΙ ΑΛΛΑΙ ΕΤΑΙΡΕΙΑΙ ΕΓΚΑΘΙΣΤΑΝΤΑΙ ΕΙΣ ΤΗΝ ΕΛΛΑΔΑ <box>392 1627 499 1659</box>
sport-dateline: ΠΟΛΙΣ ΤΟΥ ΜΕΞΙΚΟΥ, 21. (Ασσ. Πρές). <box>632 454 748 472</box>
humphrey-subheadline: ΕΞΗΣΦΑΛΙΣΕ ΤΟΥΣ ΕΚΛΕΚΤΟΡΑΣ ΕΙΣ ΠΟΛΛΑΣ ΕΚ ΤΩΝ ΠΟΛΙΤΕΙΩΝ <box>393 93 616 119</box>
filler-text: Κατά τας πληροφορίας, αι συζητήσεις συνεχίζονται και αναμένεται ότι εντός των προσεχών ημερών θα ανακοινωθούν αι αποφάσεις. Ο εκπρόσωπος της Κυβερνήσεως εδήλωσεν ότι η κατάστασις παρακολουθείται στενώς, και ότι τα αρμόδια όργανα έλαβον όλα τα απαραίτητα μέτρα δια την ομαλήν διεξαγωγήν των εργασιών. Εις τους κύκλους των διπλωματών επικρατεί η γνώμη ότι η εξέλιξις θα είναι ευνοϊκή, καθ' όσον αμφότεραι αι πλευραί εκδηλώνουν διάθεσιν συνεννοήσεως. <box>881 341 1070 414</box>
filler-text: Κατά τας πληροφορίας, αι συζητήσεις συνεχίζονται και αναμένεται ότι εντός των προσεχών ημερών θα ανακοινωθούν αι αποφάσεις. Ο εκπρόσωπος της Κυβερνήσεως εδήλωσεν ότι η κατάστασις παρακολουθείται στενώς, και ότι τα αρμόδια όργανα έλαβον όλα τα απαραίτητα μέτρα δια την ομαλήν διεξαγωγήν των εργασιών. Εις τους κύκλους των διπλωματών επικρατεί η γνώμη ότι η εξέλιξις θα είναι ευνοϊκή, καθ' όσον αμφότεραι αι πλευραί εκδηλώνουν διάθεσιν συνεννοήσεως. <box>20 414 196 495</box>
filler-text: Κατά τας πληροφορίας, αι συζητήσεις συνεχίζονται και αναμένεται ότι εντός των προσεχών ημερών θα ανακοινωθούν αι αποφάσεις. Ο εκπρόσωπος της Κυβερνήσεως εδήλωσεν ότι η κατάστασις παρακολουθείται στενώς, και ότι τα αρμόδια όργανα έλαβον όλα τα απαραίτητα μέτρα δια την ομαλήν διεξαγωγήν των εργασιών. Εις τους κύκλους των διπλωματών επικρατεί η γνώμη ότι η εξέλιξις θα είναι ευνοϊκή, καθ' όσον αμφότεραι αι πλευραί εκδηλώνουν διάθεσιν συνεννοήσεως. <box>881 945 1070 1017</box>
filler-text: Κατά τας πληροφορίας, αι συζητήσεις συνεχίζονται και αναμένεται ότι εντός των προσεχών ημερών θα ανακοινωθούν αι αποφάσεις. Ο εκπρόσωπος της Κυβερνήσεως εδήλωσεν ότι η κατάστασις παρακολουθείται στενώς, και ότι τα αρμόδια όργανα έλαβον όλα τα απαραίτητα μέτρα δια την ομαλήν διεξαγωγήν των εργασιών. Εις τους κύκλους των διπλωματών επικρατεί η γνώμη ότι η εξέλιξις θα είναι ευνοϊκή, καθ' όσον αμφότεραι αι πλευραί εκδηλώνουν διάθεσιν συνεννοήσεως. <box>1269 1475 1456 1548</box>
filler-text: Κατά τας πληροφορίας, αι συζητήσεις συνεχίζονται και αναμένεται ότι εντός των προσεχών ημερών θα ανακοινωθούν αι αποφάσεις. Ο εκπρόσωπος της Κυβερνήσεως εδήλωσεν ότι η κατάστασις παρακολουθείται στενώς, και ότι τα αρμόδια όργανα έλαβον όλα τα απαραίτητα μέτρα δια την ομαλήν διεξαγωγήν των εργασιών. Εις τους κύκλους των διπλωματών επικρατεί η γνώμη ότι η εξέλιξις θα είναι ευνοϊκή, καθ' όσον αμφότεραι αι πλευραί εκδηλώνουν διάθεσιν συνεννοήσεως. <box>881 1353 1070 1426</box>
filler-text: Κατά τας πληροφορίας, αι συζητήσεις συνεχίζονται και αναμένεται ότι εντός των προσεχών ημερών θα ανακοινωθούν αι αποφάσεις. Ο εκπρόσωπος της Κυβερνήσεως εδήλωσεν ότι η κατάστασις παρακολουθείται στενώς, και ότι τα αρμόδια όργανα έλαβον όλα τα απαραίτητα μέτρα δια την ομαλήν διεξαγωγήν των εργασιών. Εις τους κύκλους των διπλωματών επικρατεί η γνώμη ότι η εξέλιξις θα είναι ευνοϊκή, καθ' όσον αμφότεραι αι πλευραί εκδηλώνουν διάθεσιν συνεννοήσεως. <box>1074 143 1263 215</box>
filler-text: Κατά τας πληροφορίας, αι συζητήσεις συνεχίζονται και αναμένεται ότι εντός των προσεχών ημερών θα ανακοινωθούν αι αποφάσεις. Ο εκπρόσωπος της Κυβερνήσεως εδήλωσεν ότι η κατάστασις παρακολουθείται στενώς, και ότι τα αρμόδια όργανα έλαβον όλα τα απαραίτητα μέτρα δια την ομαλήν διεξαγωγήν των εργασιών. Εις τους κύκλους των διπλωματών επικρατεί η γνώμη ότι η εξέλιξις θα είναι ευνοϊκή, καθ' όσον αμφότεραι αι πλευραί εκδηλώνουν διάθεσιν συνεννοήσεως. <box>881 732 1070 805</box>
section-heading: ΣΧΕΤΙΚΗ ΣΥΝΤΑΞΙΣ ΚΑΙ ΚΡΙΤΙΚΗ <box>911 1233 1040 1242</box>
lottery-table <box>632 1386 870 1513</box>
filler-text: Κατά τας πληροφορίας, αι συζητήσεις συνεχίζονται και αναμένεται ότι εντός των προσεχών ημερών θα ανακοινωθούν αι αποφάσεις. Ο εκπρόσωπος της Κυβερνήσεως εδήλωσεν ότι η κατάστασις παρακολουθείται στενώς, και ότι τα αρμόδια όργανα έλαβον όλα τα απαραίτητα μέτρα δια την ομαλήν διεξαγωγήν των εργασιών. Εις τους κύκλους των διπλωματών επικρατεί η γνώμη ότι η εξέλιξις θα είναι ευνοϊκή, καθ' όσον αμφότεραι αι πλευραί εκδηλώνουν διάθεσιν συνεννοήσεως. <box>1074 239 1263 311</box>
car-article <box>632 1081 870 1340</box>
france-dateline: ΡΩΜΗ, 21. (Αθην. Πρακτ.). <box>1083 1588 1177 1597</box>
pattakos-dateline: ΦΛΩΡΙΝΑ, 21. <box>396 510 447 519</box>
lottery-row: 30742 32055 33315 40520 40581 <box>632 1456 785 1466</box>
filler-text: Κατά τας πληροφορίας, αι συζητήσεις συνεχίζονται και αναμένεται ότι εντός των προσεχών ημερών θα ανακοινωθούν αι αποφάσεις. Ο εκπρόσωπος της Κυβερνήσεως εδήλωσεν ότι η κατάστασις παρακολουθείται στενώς, και ότι τα αρμόδια όργανα έλαβον όλα τα απαραίτητα μέτρα δια την ομαλήν διεξαγωγήν των εργασιών. Εις τους κύκλους των διπλωματών επικρατεί η γνώμη ότι η εξέλιξις θα είναι ευνοϊκή, καθ' όσον αμφότεραι αι πλευραί εκδηλώνουν διάθεσιν συνεννοήσεως. <box>507 2151 620 2277</box>
filler-text: Κατά τας πληροφορίας, αι συζητήσεις συνεχίζονται και αναμένεται ότι εντός των προσεχών ημερών θα ανακοινωθούν αι αποφάσεις. Ο εκπρόσωπος της Κυβερνήσεως εδήλωσεν ότι η κατάστασις παρακολουθείται στενώς, και ότι τα αρμόδια όργανα έλαβον όλα τα απαραίτητα μέτρα δια την ομαλήν διεξαγωγήν των εργασιών. Εις τους κύκλους των διπλωματών επικρατεί η γνώμη ότι η εξέλιξις θα είναι ευνοϊκή, καθ' όσον αμφότεραι αι πλευραί εκδηλώνουν διάθεσιν συνεννοήσεως. <box>20 1556 196 1637</box>
katalogos-box <box>881 1319 1070 1350</box>
filler-text: Κατά τας πληροφορίας, αι συζητήσεις συνεχίζονται και αναμένεται ότι εντός των προσεχών ημερών θα ανακοινωθούν αι αποφάσεις. Ο εκπρόσωπος της Κυβερνήσεως εδήλωσεν ότι η κατάστασις παρακολουθείται στενώς, και ότι τα αρμόδια όργανα έλαβον όλα τα απαραίτητα μέτρα δια την ομαλήν διεξαγωγήν των εργασιών. Εις τους κύκλους των διπλωματών επικρατεί η γνώμη ότι η εξέλιξις θα είναι ευνοϊκή, καθ' όσον αμφότεραι αι πλευραί εκδηλώνουν διάθεσιν συνεννοήσεως. <box>881 191 1070 263</box>
box-line: ΤΟΥ «ΡΩ-Υ-ΤΕΡ» <box>403 1285 488 1297</box>
filler-text: Κατά τας πληροφορίας, αι συζητήσεις συνεχίζονται και αναμένεται ότι εντός των προσεχών ημερών θα ανακοινωθούν αι αποφάσεις. Ο εκπρόσωπος της Κυβερνήσεως εδήλωσεν ότι η κατάστασις παρακολουθείται στενώς, και ότι τα αρμόδια όργανα έλαβον όλα τα απαραίτητα μέτρα δια την ομαλήν διεξαγωγήν των εργασιών. Εις τους κύκλους των διπλωματών επικρατεί η γνώμη ότι η εξέλιξις θα είναι ευνοϊκή, καθ' όσον αμφότεραι αι πλευραί εκδηλώνουν διάθεσιν συνεννοήσεως. <box>1074 730 1263 803</box>
section-heading: ΔΥΣΧΕΡΗΣ Η ΣΥΓΚΟΙΝΩΝΙΑ <box>234 1533 345 1542</box>
filler-text: Κατά τας πληροφορίας, αι συζητήσεις συνεχίζονται και αναμένεται ότι εντός των προσεχών ημερών θα ανακοινωθούν αι αποφάσεις. Ο εκπρόσωπος της Κυβερνήσεως εδήλωσεν ότι η κατάστασις παρακολουθείται στενώς, και ότι τα αρμόδια όργανα έλαβον όλα τα απαραίτητα μέτρα δια την ομαλήν διεξαγωγήν των εργασιών. Εις τους κύκλους των διπλωματών επικρατεί η γνώμη ότι η εξέλιξις θα είναι ευνοϊκή, καθ' όσον αμφότεραι αι πλευραί εκδηλώνουν διάθεσιν συνεννοήσεως. <box>632 1081 748 1208</box>
kids-subheadline: ΥΠΟ ΕΝΟΣ ΙΕΡΕΩΣ ΚΑΙ ΤΟΥ ΔΙΔΑΣΚΑΛΟΥ <box>893 722 1058 731</box>
filler-text: Κατά τας πληροφορίας, αι συζητήσεις συνεχίζονται και αναμένεται ότι εντός των προσεχών ημερών θα ανακοινωθούν αι αποφάσεις. Ο εκπρόσωπος της Κυβερνήσεως εδήλωσεν ότι η κατάστασις παρακολουθείται στενώς, και ότι τα αρμόδια όργανα έλαβον όλα τα απαραίτητα μέτρα δια την ομαλήν διεξαγωγήν των εργασιών. Εις τους κύκλους των διπλωματών επικρατεί η γνώμη ότι η εξέλιξις θα είναι ευνοϊκή, καθ' όσον αμφότεραι αι πλευραί εκδηλώνουν διάθεσιν συνεννοήσεως. <box>1074 314 1263 387</box>
lottery-headline: ΟΙ ΚΕΡΔΙΖΟΝΤΕΣ ΑΡΙΘΜΟΙ ΤΟΥ ΛΑ-Ι-ΚΟΥ ΛΑΧΕΙΟΥ <box>645 1349 856 1371</box>
section-heading: ΒΡΟΧΗ ΕΙΣ ΝΑΟΥΣΑΝ <box>64 1358 151 1366</box>
section-heading: ΦΥΓΟΥΝ ΟΙ ΕΒΡΑΙΟΙ <box>1321 218 1403 227</box>
filler-text: Κατά τας πληροφορίας, αι συζητήσεις συνεχίζονται και αναμένεται ότι εντός των προσεχών ημερών θα ανακοινωθούν αι αποφάσεις. Ο εκπρόσωπος της Κυβερνήσεως εδήλωσεν ότι η κατάστασις παρακολουθείται στενώς, και ότι τα αρμόδια όργανα έλαβον όλα τα απαραίτητα μέτρα δια την ομαλήν διεξαγωγήν των εργασιών. Εις τους κύκλους των διπλωματών επικρατεί η γνώμη ότι η εξέλιξις θα είναι ευνοϊκή, καθ' όσον αμφότεραι αι πλευραί εκδηλώνουν διάθεσιν συνεννοήσεως. <box>881 1051 1070 1123</box>
filler-text: Κατά τας πληροφορίας, αι συζητήσεις συνεχίζονται και αναμένεται ότι εντός των προσεχών ημερών θα ανακοινωθούν αι αποφάσεις. Ο εκπρόσωπος της Κυβερνήσεως εδήλωσεν ότι η κατάστασις παρακολουθείται στενώς, και ότι τα αρμόδια όργανα έλαβον όλα τα απαραίτητα μέτρα δια την ομαλήν διεξαγωγήν των εργασιών. Εις τους κύκλους των διπλωματών επικρατεί η γνώμη ότι η εξέλιξις θα είναι ευνοϊκή, καθ' όσον αμφότεραι αι πλευραί εκδηλώνουν διάθεσιν συνεννοήσεως. <box>507 769 620 895</box>
filler-text: Κατά τας πληροφορίας, αι συζητήσεις συνεχίζονται και αναμένεται ότι εντός των προσεχών ημερών θα ανακοινωθούν αι αποφάσεις. Ο εκπρόσωπος της Κυβερνήσεως εδήλωσεν ότι η κατάστασις παρακολουθείται στενώς, και ότι τα αρμόδια όργανα έλαβον όλα τα απαραίτητα μέτρα δια την ομαλήν διεξαγωγήν των εργασιών. Εις τους κύκλους των διπλωματών επικρατεί η γνώμη ότι η εξέλιξις θα είναι ευνοϊκή, καθ' όσον αμφότεραι αι πλευραί εκδηλώνουν διάθεσιν συνεννοήσεως. <box>507 1762 620 1889</box>
lottery-row: 11435 31364 23318 28643 38586 <box>632 1491 785 1501</box>
humphrey-text: Η έρευνα της κοινής γνώμης καταδεικνύει ότι ο αντιπρόεδρος κ. Χάμφρεϋ ανακτά έδαφος εις πολλάς πολιτείας. Ο Κυβερνήτης κ. Ουάλλας παραμένει τρίτος, ενώ ο κ. Νίξον εξακολουθεί να προηγείται εις τας νοτίους πολιτείας. <box>389 121 502 194</box>
divider <box>20 1237 377 1238</box>
filler-text: Κατά τας πληροφορίας, αι συζητήσεις συνεχίζονται και αναμένεται ότι εντός των προσεχών ημερών θα ανακοινωθούν αι αποφάσεις. Ο εκπρόσωπος της Κυβερνήσεως εδήλωσεν ότι η κατάστασις παρακολουθείται στενώς, και ότι τα αρμόδια όργανα έλαβον όλα τα απαραίτητα μέτρα δια την ομαλήν διεξαγωγήν των εργασιών. Εις τους κύκλους των διπλωματών επικρατεί η γνώμη ότι η εξέλιξις θα είναι ευνοϊκή, καθ' όσον αμφότεραι αι πλευραί εκδηλώνουν διάθεσιν συνεννοήσεως. <box>507 261 620 387</box>
lottery-intro: ΑΘΗΝΑΙ, 21. Κατά την κλήρωσιν του Λαϊκού Λαχείου εκέρδισαν οι αριθμοί: <box>639 1373 865 1382</box>
filler-text: Κατά τας πληροφορίας, αι συζητήσεις συνεχίζονται και αναμένεται ότι εντός των προσεχών ημερών θα ανακοινωθούν αι αποφάσεις. Ο εκπρόσωπος της Κυβερνήσεως εδήλωσεν ότι η κατάστασις παρακολουθείται στενώς, και ότι τα αρμόδια όργανα έλαβον όλα τα απαραίτητα μέτρα δια την ομαλήν διεξαγωγήν των εργασιών. Εις τους κύκλους των διπλωματών επικρατεί η γνώμη ότι η εξέλιξις θα είναι ευνοϊκή, καθ' όσον αμφότεραι αι πλευραί εκδηλώνουν διάθεσιν συνεννοήσεως. <box>389 1138 502 1265</box>
filler-text: Κατά τας πληροφορίας, αι συζητήσεις συνεχίζονται και αναμένεται ότι εντός των προσεχών ημερών θα ανακοινωθούν αι αποφάσεις. Ο εκπρόσωπος της Κυβερνήσεως εδήλωσεν ότι η κατάστασις παρακολουθείται στενώς, και ότι τα αρμόδια όργανα έλαβον όλα τα απαραίτητα μέτρα δια την ομαλήν διεξαγωγήν των εργασιών. Εις τους κύκλους των διπλωματών επικρατεί η γνώμη ότι η εξέλιξις θα είναι ευνοϊκή, καθ' όσον αμφότεραι αι πλευραί εκδηλώνουν διάθεσιν συνεννοήσεως. <box>201 254 377 336</box>
onassis-headline: ΣΗΜΕΡΟΝ ΠΙΘΑΝΟΝ ΤΟ ΖΕΥΓΟΣ ΩΝΑΣΗ ΝΑ ΑΡΧΙΣΗ ΤΟΝ ΜΗΝΑ ΤΟΥ ΜΕΛΙΤΟΣ ΑΝ ΑΛΛΑΞΟΥΝ ΑΙ ΚΑΙΡΙΚΑΙ ΣΥΝΘΗΚΑΙ <box>638 2357 863 2408</box>
section-heading: ΕΙΣ ΤΗΝ ΗΠΕΙΡΟΝ <box>252 1439 326 1447</box>
strategic-headline: Η ΜΕΓΑΛΗ ΣΤΡΑΤΗΓΙΚΗ ΣΗΜΑΣΙΑ ΤΟΥ ΕΛΛΗΝΙΚΟΥ ΧΩΡΟΥ ΥΠΟΓΡΑΜΜΙΖΕΤΑΙ ΥΠΟ ΔΥΟ ΑΜΕΡΙΚΑΝΩΝ ΒΟΥΛΕΥΤΩΝ <box>638 721 863 755</box>
car-headline: ΠΟΛΥΤΕΛΕΣΤΑΤΟΝ ΚΑΙ ΠΑΡΕΧΟΝ ΠΛΗΡΗ ΑΣΦΑΛΕΙΑΝ ΤΟ ΝΕΟΝ ΑΥΤΟΚΙΝΗΤΟΝ ΤΟΥ ΠΡΟΕΔΡΟΥ ΤΗΣ ΑΜΕΡΙΚΗΣ <box>642 1046 859 1078</box>
section-heading: ΘΕΡΙΝΑΙ ΔΙΑΚΟΠΑΙ <box>1324 951 1401 960</box>
filler-text: Κατά τας πληροφορίας, αι συζητήσεις συνεχίζονται και αναμένεται ότι εντός των προσεχών ημερών θα ανακοινωθούν αι αποφάσεις. Ο εκπρόσωπος της Κυβερνήσεως εδήλωσεν ότι η κατάστασις παρακολουθείται στενώς, και ότι τα αρμόδια όργανα έλαβον όλα τα απαραίτητα μέτρα δια την ομαλήν διεξαγωγήν των εργασιών. Εις τους κύκλους των διπλωματών επικρατεί η γνώμη ότι η εξέλιξις θα είναι ευνοϊκή, καθ' όσον αμφότεραι αι πλευραί εκδηλώνουν διάθεσιν συνεννοήσεως. <box>507 2280 620 2407</box>
filler-text: Κατά τας πληροφορίας, αι συζητήσεις συνεχίζονται και αναμένεται ότι εντός των προσεχών ημερών θα ανακοινωθούν αι αποφάσεις. Ο εκπρόσωπος της Κυβερνήσεως εδήλωσεν ότι η κατάστασις παρακολουθείται στενώς, και ότι τα αρμόδια όργανα έλαβον όλα τα απαραίτητα μέτρα δια την ομαλήν διεξαγωγήν των εργασιών. Εις τους κύκλους των διπλωματών επικρατεί η γνώμη ότι η εξέλιξις θα είναι ευνοϊκή, καθ' όσον αμφότεραι αι πλευραί εκδηλώνουν διάθεσιν συνεννοήσεως. <box>389 2285 502 2411</box>
signature: Γ. ΠΑΠΑΔΟΠΟΥΛΟΣ <box>930 1428 1021 1438</box>
vietnam-text: Μία αναδίπλωσις ξεκίνησεν χθες εις το Παρίσι. Ενώπιον των διαπραγματευτών της ειρήνης καί του πολέμου, εις την συνεδρίασιν της ημέρας, όπου ο αντιπρόσωπος του Ανόι εξεφράσθη ότι θα υπάρξη απάντησις εντός των προσεχών ημερών. Ο Λευκός Οίκος ανακοίνωσε ότι ο Πρόεδρος θα δώση συνέντευξιν τύπου αύριον και θα αναφερθή εις το ζήτημα των βομβαρδισμών. <box>20 254 196 327</box>
czech-article <box>881 144 1456 559</box>
sport-text: Τα αποτελέσματα των αγωνισμάτων της ενάτης ημέρας των Ολυμπιακών Αγώνων έχουν ως εξής: Εις την κολύμβησιν 200 μέτρων πρώτος ανεδείχθη ο Αμερικανός, ενώ εις την ποδηλασίαν την πρώτην θέσιν κατέλαβεν η Ιταλία. <box>632 463 748 526</box>
column-3 <box>627 18 870 2540</box>
filler-text: Κατά τας πληροφορίας, αι συζητήσεις συνεχίζονται και αναμένεται ότι εντός των προσεχών ημερών θα ανακοινωθούν αι αποφάσεις. Ο εκπρόσωπος της Κυβερνήσεως εδήλωσεν ότι η κατάστασις παρακολουθείται στενώς, και ότι τα αρμόδια όργανα έλαβον όλα τα απαραίτητα μέτρα δια την ομαλήν διεξαγωγήν των εργασιών. Εις τους κύκλους των διπλωματών επικρατεί η γνώμη ότι η εξέλιξις θα είναι ευνοϊκή, καθ' όσον αμφότεραι αι πλευραί εκδηλώνουν διάθεσιν συνεννοήσεως. <box>507 639 620 766</box>
filler-text: Κατά τας πληροφορίας, αι συζητήσεις συνεχίζονται και αναμένεται ότι εντός των προσεχών ημερών θα ανακοινωθούν αι αποφάσεις. Ο εκπρόσωπος της Κυβερνήσεως εδήλωσεν ότι η κατάστασις παρακολουθείται στενώς, και ότι τα αρμόδια όργανα έλαβον όλα τα απαραίτητα μέτρα δια την ομαλήν διεξαγωγήν των εργασιών. Εις τους κύκλους των διπλωματών επικρατεί η γνώμη ότι η εξέλιξις θα είναι ευνοϊκή, καθ' όσον αμφότεραι αι πλευραί εκδηλώνουν διάθεσιν συνεννοήσεως. <box>20 1368 196 1448</box>
filler-text: Κατά τας πληροφορίας, αι συζητήσεις συνεχίζονται και αναμένεται ότι εντός των προσεχών ημερών θα ανακοινωθούν αι αποφάσεις. Ο εκπρόσωπος της Κυβερνήσεως εδήλωσεν ότι η κατάστασις παρακολουθείται στενώς, και ότι τα αρμόδια όργανα έλαβον όλα τα απαραίτητα μέτρα δια την ομαλήν διεξαγωγήν των εργασιών. Εις τους κύκλους των διπλωματών επικρατεί η γνώμη ότι η εξέλιξις θα είναι ευνοϊκή, καθ' όσον αμφότεραι αι πλευραί εκδηλώνουν διάθεσιν συνεννοήσεως. <box>507 986 620 1112</box>
filler-text: Κατά τας πληροφορίας, αι συζητήσεις συνεχίζονται και αναμένεται ότι εντός των προσεχών ημερών θα ανακοινωθούν αι αποφάσεις. Ο εκπρόσωπος της Κυβερνήσεως εδήλωσεν ότι η κατάστασις παρακολουθείται στενώς, και ότι τα αρμόδια όργανα έλαβον όλα τα απαραίτητα μέτρα δια την ομαλήν διεξαγωγήν των εργασιών. Εις τους κύκλους των διπλωματών επικρατεί η γνώμη ότι η εξέλιξις θα είναι ευνοϊκή, καθ' όσον αμφότεραι αι πλευραί εκδηλώνουν διάθεσιν συνεννοήσεως. <box>201 1543 377 1624</box>
divider <box>881 1442 1456 1444</box>
divider <box>20 982 377 984</box>
filler-text: Κατά τας πληροφορίας, αι συζητήσεις συνεχίζονται και αναμένεται ότι εντός των προσεχών ημερών θα ανακοινωθούν αι αποφάσεις. Ο εκπρόσωπος της Κυβερνήσεως εδήλωσεν ότι η κατάστασις παρακολουθείται στενώς, και ότι τα αρμόδια όργανα έλαβον όλα τα απαραίτητα μέτρα δια την ομαλήν διεξαγωγήν των εργασιών. Εις τους κύκλους των διπλωματών επικρατεί η γνώμη ότι η εξέλιξις θα είναι ευνοϊκή, καθ' όσον αμφότεραι αι πλευραί εκδηλώνουν διάθεσιν συνεννοήσεως. <box>507 1892 620 2019</box>
section-heading: ΤΟ «ΝΕΑ ΤΕΡΕΖΑ» <box>408 1128 482 1137</box>
sport-headline: ΑΠΟΤΕΛΕΣΜΑΤΑ ΑΓΩΝΙΣΜΑΤΩΝ ΚΟΛΥΜΒΗΣΕΩΣ ΙΣΤΙΟΠΛΟΪΑΣ ΚΑΙ ΠΟΔΗΛΑΣΙΑΣ ΚΑΤΑ ΤΗΝ ΕΝΑΤΗΝ ΗΜΕΡΑΝ ΤΗΣ ΟΛΥΜΠΙΑΔΟΣ <box>640 409 861 452</box>
section-heading: ΟΤΤΑΒΑ, 21. <box>1337 685 1388 694</box>
filler-text: Κατά τας πληροφορίας, αι συζητήσεις συνεχίζονται και αναμένεται ότι εντός των προσεχών ημερών θα ανακοινωθούν αι αποφάσεις. Ο εκπρόσωπος της Κυβερνήσεως εδήλωσεν ότι η κατάστασις παρακολουθείται στενώς, και ότι τα αρμόδια όργανα έλαβον όλα τα απαραίτητα μέτρα δια την ομαλήν διεξαγωγήν των εργασιών. Εις τους κύκλους των διπλωματών επικρατεί η γνώμη ότι η εξέλιξις θα είναι ευνοϊκή, καθ' όσον αμφότεραι αι πλευραί εκδηλώνουν διάθεσιν συνεννοήσεως. <box>1268 695 1456 768</box>
filler-text: Κατά τας πληροφορίας, αι συζητήσεις συνεχίζονται και αναμένεται ότι εντός των προσεχών ημερών θα ανακοινωθούν αι αποφάσεις. Ο εκπρόσωπος της Κυβερνήσεως εδήλωσεν ότι η κατάστασις παρακολουθείται στενώς, και ότι τα αρμόδια όργανα έλαβον όλα τα απαραίτητα μέτρα δια την ομαλήν διεξαγωγήν των εργασιών. Εις τους κύκλους των διπλωματών επικρατεί η γνώμη ότι η εξέλιξις θα είναι ευνοϊκή, καθ' όσον αμφότεραι αι πλευραί εκδηλώνουν διάθεσιν συνεννοήσεως. <box>1268 143 1456 215</box>
humphrey-dateline: ΒΟΣΤΩΝΗ, 21. (Ασσ. Πρές). <box>396 121 493 130</box>
snow-subheadline: ΑΙ ΣΥΓΚΟΙΝΩΝΙΑΙ ΔΙΕΞΑΓΟΝΤΑΙ ΔΥΣΧΕΡΩΣ <box>25 1239 372 1258</box>
filler-text: Κατά τας πληροφορίας, αι συζητήσεις συνεχίζονται και αναμένεται ότι εντός των προσεχών ημερών θα ανακοινωθούν αι αποφάσεις. Ο εκπρόσωπος της Κυβερνήσεως εδήλωσεν ότι η κατάστασις παρακολουθείται στενώς, και ότι τα αρμόδια όργανα έλαβον όλα τα απαραίτητα μέτρα δια την ομαλήν διεξαγωγήν των εργασιών. Εις τους κύκλους των διπλωματών επικρατεί η γνώμη ότι η εξέλιξις θα είναι ευνοϊκή, καθ' όσον αμφότεραι αι πλευραί εκδηλώνουν διάθεσιν συνεννοήσεως. <box>1076 1588 1264 1669</box>
pakistan-headline: ΑΠΟΘΕΜΑΤΑ ΟΥΡΑΝΙΟΥ ΚΑΙ ΑΛΛΩΝ ΣΤΟΙΧΕΙΩΝ ΕΙΣ ΤΟ ΠΑΚΙΣΤΑΝ <box>881 920 1070 943</box>
czech-dateline: ΠΡΑΓΑ, 21. (Ρώυτερ). <box>889 143 960 152</box>
filler-text: Κατά τας πληροφορίας, αι συζητήσεις συνεχίζονται και αναμένεται ότι εντός των προσεχών ημερών θα ανακοινωθούν αι αποφάσεις. Ο εκπρόσωπος της Κυβερνήσεως εδήλωσεν ότι η κατάστασις παρακολουθείται στενώς, και ότι τα αρμόδια όργανα έλαβον όλα τα απαραίτητα μέτρα δια την ομαλήν διεξαγωγήν των εργασιών. Εις τους κύκλους των διπλωματών επικρατεί η γνώμη ότι η εξέλιξις θα είναι ευνοϊκή, καθ' όσον αμφότεραι αι πλευραί εκδηλώνουν διάθεσιν συνεννοήσεως. <box>20 1123 196 1205</box>
section-heading: 24 ΕΒΔΟΜΑΔΙΑΙΑ <box>254 527 325 536</box>
mideast-subheadline: Καί «διπλωματικήν προστασίαν» ζητεί τό Ισραήλ άπό τήν Άμερικήν <box>908 644 1430 679</box>
section-heading: «ΧΑΡΑΚΤΗΡΙΣΤΙΚΗ» <box>249 433 330 442</box>
filler-text: Κατά τας πληροφορίας, αι συζητήσεις συνεχίζονται και αναμένεται ότι εντός των προσεχών ημερών θα ανακοινωθούν αι αποφάσεις. Ο εκπρόσωπος της Κυβερνήσεως εδήλωσεν ότι η κατάστασις παρακολουθείται στενώς, και ότι τα αρμόδια όργανα έλαβον όλα τα απαραίτητα μέτρα δια την ομαλήν διεξαγωγήν των εργασιών. Εις τους κύκλους των διπλωματών επικρατεί η γνώμη ότι η εξέλιξις θα είναι ευνοϊκή, καθ' όσον αμφότεραι αι πλευραί εκδηλώνουν διάθεσιν συνεννοήσεως. <box>881 838 1070 911</box>
filler-text: Κατά τας πληροφορίας, αι συζητήσεις συνεχίζονται και αναμένεται ότι εντός των προσεχών ημερών θα ανακοινωθούν αι αποφάσεις. Ο εκπρόσωπος της Κυβερνήσεως εδήλωσεν ότι η κατάστασις παρακολουθείται στενώς, και ότι τα αρμόδια όργανα έλαβον όλα τα απαραίτητα μέτρα δια την ομαλήν διεξαγωγήν των εργασιών. Εις τους κύκλους των διπλωματών επικρατεί η γνώμη ότι η εξέλιξις θα είναι ευνοϊκή, καθ' όσον αμφότεραι αι πλευραί εκδηλώνουν διάθεσιν συνεννοήσεως. <box>201 1039 377 1121</box>
filler-text: Κατά τας πληροφορίας, αι συζητήσεις συνεχίζονται και αναμένεται ότι εντός των προσεχών ημερών θα ανακοινωθούν αι αποφάσεις. Ο εκπρόσωπος της Κυβερνήσεως εδήλωσεν ότι η κατάστασις παρακολουθείται στενώς, και ότι τα αρμόδια όργανα έλαβον όλα τα απαραίτητα μέτρα δια την ομαλήν διεξαγωγήν των εργασιών. Εις τους κύκλους των διπλωματών επικρατεί η γνώμη ότι η εξέλιξις θα είναι ευνοϊκή, καθ' όσον αμφότεραι αι πλευραί εκδηλώνουν διάθεσιν συνεννοήσεως. <box>881 1243 1070 1315</box>
column-4 <box>877 15 1456 2540</box>
filler-text: Κατά τας πληροφορίας, αι συζητήσεις συνεχίζονται και αναμένεται ότι εντός των προσεχών ημερών θα ανακοινωθούν αι αποφάσεις. Ο εκπρόσωπος της Κυβερνήσεως εδήλωσεν ότι η κατάστασις παρακολουθείται στενώς, και ότι τα αρμόδια όργανα έλαβον όλα τα απαραίτητα μέτρα δια την ομαλήν διεξαγωγήν των εργασιών. Εις τους κύκλους των διπλωματών επικρατεί η γνώμη ότι η εξέλιξις θα είναι ευνοϊκή, καθ' όσον αμφότεραι αι πλευραί εκδηλώνουν διάθεσιν συνεννοήσεως. <box>632 138 870 201</box>
filler-text: Κατά τας πληροφορίας, αι συζητήσεις συνεχίζονται και αναμένεται ότι εντός των προσεχών ημερών θα ανακοινωθούν αι αποφάσεις. Ο εκπρόσωπος της Κυβερνήσεως εδήλωσεν ότι η κατάστασις παρακολουθείται στενώς, και ότι τα αρμόδια όργανα έλαβον όλα τα απαραίτητα μέτρα δια την ομαλήν διεξαγωγήν των εργασιών. Εις τους κύκλους των διπλωματών επικρατεί η γνώμη ότι η εξέλιξις θα είναι ευνοϊκή, καθ' όσον αμφότεραι αι πλευραί εκδηλώνουν διάθεσιν συνεννοήσεως. <box>1076 1475 1264 1548</box>
filler-text: Κατά τας πληροφορίας, αι συζητήσεις συνεχίζονται και αναμένεται ότι εντός των προσεχών ημερών θα ανακοινωθούν αι αποφάσεις. Ο εκπρόσωπος της Κυβερνήσεως εδήλωσεν ότι η κατάστασις παρακολουθείται στενώς, και ότι τα αρμόδια όργανα έλαβον όλα τα απαραίτητα μέτρα δια την ομαλήν διεξαγωγήν των εργασιών. Εις τους κύκλους των διπλωματών επικρατεί η γνώμη ότι η εξέλιξις θα είναι ευνοϊκή, καθ' όσον αμφότεραι αι πλευραί εκδηλώνουν διάθεσιν συνεννοήσεως. <box>201 810 377 892</box>
transplant-headline: ΔΥΟ ΕΠΙΤΥΧΕΙΣ ΜΕΤΑΜΟΣΧΕΥΣΕΙΣ ΚΑΡΔΙΑΣ ΕΓΕΝΟΝΤΟ ΕΙΣ ΤΟΡΟΝΤΟ ΚΑΙ ΕΙΣ ΜΟΝΤΡΕΑΛ <box>1084 1447 1449 1473</box>
lottery-row: 75844 19350 89927 15197 15835 <box>632 1385 789 1395</box>
filler-text: Κατά τας πληροφορίας, αι συζητήσεις συνεχίζονται και αναμένεται ότι εντός των προσεχών ημερών θα ανακοινωθούν αι αποφάσεις. Ο εκπρόσωπος της Κυβερνήσεως εδήλωσεν ότι η κατάστασις παρακολουθείται στενώς, και ότι τα αρμόδια όργανα έλαβον όλα τα απαραίτητα μέτρα δια την ομαλήν διεξαγωγήν των εργασιών. Εις τους κύκλους των διπλωματών επικρατεί η γνώμη ότι η εξέλιξις θα είναι ευνοϊκή, καθ' όσον αμφότεραι αι πλευραί εκδηλώνουν διάθεσιν συνεννοήσεως. <box>201 1355 377 1436</box>
divider <box>881 915 1070 917</box>
filler-text: Κατά τας πληροφορίας, αι συζητήσεις συνεχίζονται και αναμένεται ότι εντός των προσεχών ημερών θα ανακοινωθούν αι αποφάσεις. Ο εκπρόσωπος της Κυβερνήσεως εδήλωσεν ότι η κατάστασις παρακολουθείται στενώς, και ότι τα αρμόδια όργανα έλαβον όλα τα απαραίτητα μέτρα δια την ομαλήν διεξαγωγήν των εργασιών. Εις τους κύκλους των διπλωματών επικρατεί η γνώμη ότι η εξέλιξις θα είναι ευνοϊκή, καθ' όσον αμφότεραι αι πλευραί εκδηλώνουν διάθεσιν συνεννοήσεως. <box>507 510 620 636</box>
divider <box>632 717 870 719</box>
katalogos-headline: ΚΑΤΑΛΑΚΤΙΚΗΝ ΤΗΝ ΔΗΜΟΣΙΕΥΣΙΝ <box>921 1322 1030 1344</box>
reuters-box <box>389 1269 502 1332</box>
lottery-row: 56300 60032 66375 67121 75193 <box>632 1432 785 1442</box>
filler-text: Κατά τας πληροφορίας, αι συζητήσεις συνεχίζονται και αναμένεται ότι εντός των προσεχών ημερών θα ανακοινωθούν αι αποφάσεις. Ο εκπρόσωπος της Κυβερνήσεως εδήλωσεν ότι η κατάστασις παρακολουθείται στενώς, και ότι τα αρμόδια όργανα έλαβον όλα τα απαραίτητα μέτρα δια την ομαλήν διεξαγωγήν των εργασιών. Εις τους κύκλους των διπλωματών επικρατεί η γνώμη ότι η εξέλιξις θα είναι ευνοϊκή, καθ' όσον αμφότεραι αι πλευραί εκδηλώνουν διάθεσιν συνεννοήσεως. <box>881 1158 1070 1230</box>
filler-text: Κατά τας πληροφορίας, αι συζητήσεις συνεχίζονται και αναμένεται ότι εντός των προσεχών ημερών θα ανακοινωθούν αι αποφάσεις. Ο εκπρόσωπος της Κυβερνήσεως εδήλωσεν ότι η κατάστασις παρακολουθείται στενώς, και ότι τα αρμόδια όργανα έλαβον όλα τα απαραίτητα μέτρα δια την ομαλήν διεξαγωγήν των εργασιών. Εις τους κύκλους των διπλωματών επικρατεί η γνώμη ότι η εξέλιξις θα είναι ευνοϊκή, καθ' όσον αμφότεραι αι πλευραί εκδηλώνουν διάθεσιν συνεννοήσεως. <box>20 1039 196 1121</box>
mini-headline: ΣΗΜΑΝΤΙΚΑΙ ΖΗΜΙΑΙ ΕΚ ΠΥΡΚΑΪΑΣ ΕΙΣ ΤΟ «Α. ΝΙΚΟΛΑΟΣ» <box>392 1463 500 1496</box>
filler-text: Κατά τας πληροφορίας, αι συζητήσεις συνεχίζονται και αναμένεται ότι εντός των προσεχών ημερών θα ανακοινωθούν αι αποφάσεις. Ο εκπρόσωπος της Κυβερνήσεως εδήλωσεν ότι η κατάστασις παρακολουθείται στενώς, και ότι τα αρμόδια όργανα έλαβον όλα τα απαραίτητα μέτρα δια την ομαλήν διεξαγωγήν των εργασιών. Εις τους κύκλους των διπλωματών επικρατεί η γνώμη ότι η εξέλιξις θα είναι ευνοϊκή, καθ' όσον αμφότεραι αι πλευραί εκδηλώνουν διάθεσιν συνεννοήσεως. <box>389 326 502 453</box>
filler-text: Κατά τας πληροφορίας, αι συζητήσεις συνεχίζονται και αναμένεται ότι εντός των προσεχών ημερών θα ανακοινωθούν αι αποφάσεις. Ο εκπρόσωπος της Κυβερνήσεως εδήλωσεν ότι η κατάστασις παρακολουθείται στενώς, και ότι τα αρμόδια όργανα έλαβον όλα τα απαραίτητα μέτρα δια την ομαλήν διεξαγωγήν των εργασιών. Εις τους κύκλους των διπλωματών επικρατεί η γνώμη ότι η εξέλιξις θα είναι ευνοϊκή, καθ' όσον αμφότεραι αι πλευραί εκδηλώνουν διάθεσιν συνεννοήσεως. <box>389 196 502 323</box>
filler-text: Κατά τας πληροφορίας, αι συζητήσεις συνεχίζονται και αναμένεται ότι εντός των προσεχών ημερών θα ανακοινωθούν αι αποφάσεις. Ο εκπρόσωπος της Κυβερνήσεως εδήλωσεν ότι η κατάστασις παρακολουθείται στενώς, και ότι τα αρμόδια όργανα έλαβον όλα τα απαραίτητα μέτρα δια την ομαλήν διεξαγωγήν των εργασιών. Εις τους κύκλους των διπλωματών επικρατεί η γνώμη ότι η εξέλιξις θα είναι ευνοϊκή, καθ' όσον αμφότεραι αι πλευραί εκδηλώνουν διάθεσιν συνεννοήσεως. <box>20 1650 196 1731</box>
section-heading: ΕΙΣ ΤΡΙΚΑΛΑ <box>82 1640 134 1648</box>
section-heading: ΥΠΕΡ ΤΟΥ «ΜΑΣΚΥ» <box>523 251 604 260</box>
section-heading: Ο ΜΑΝΕΣΚΟΥ ΕΙΣ ΚΑΡΑΚΑΣ <box>1307 388 1418 397</box>
divider <box>881 1128 1070 1130</box>
divider <box>632 1041 870 1043</box>
mideast-article <box>881 683 1456 1438</box>
filler-text: Κατά τας πληροφορίας, αι συζητήσεις συνεχίζονται και αναμένεται ότι εντός των προσεχών ημερών θα ανακοινωθούν αι αποφάσεις. Ο εκπρόσωπος της Κυβερνήσεως εδήλωσεν ότι η κατάστασις παρακολουθείται στενώς, και ότι τα αρμόδια όργανα έλαβον όλα τα απαραίτητα μέτρα δια την ομαλήν διεξαγωγήν των εργασιών. Εις τους κύκλους των διπλωματών επικρατεί η γνώμη ότι η εξέλιξις θα είναι ευνοϊκή, καθ' όσον αμφότεραι αι πλευραί εκδηλώνουν διάθεσιν συνεννοήσεως. <box>507 1374 620 1501</box>
filler-text: Κατά τας πληροφορίας, αι συζητήσεις συνεχίζονται και αναμένεται ότι εντός των προσεχών ημερών θα ανακοινωθούν αι αποφάσεις. Ο εκπρόσωπος της Κυβερνήσεως εδήλωσεν ότι η κατάστασις παρακολουθείται στενώς, και ότι τα αρμόδια όργανα έλαβον όλα τα απαραίτητα μέτρα δια την ομαλήν διεξαγωγήν των εργασιών. Εις τους κύκλους των διπλωματών επικρατεί η γνώμη ότι η εξέλιξις θα είναι ευνοϊκή, καθ' όσον αμφότεραι αι πλευραί εκδηλώνουν διάθεσιν συνεννοήσεως. <box>507 1504 620 1630</box>
filler-text: Κατά τας πληροφορίας, αι συζητήσεις συνεχίζονται και αναμένεται ότι εντός των προσεχών ημερών θα ανακοινωθούν αι αποφάσεις. Ο εκπρόσωπος της Κυβερνήσεως εδήλωσεν ότι η κατάστασις παρακολουθείται στενώς, και ότι τα αρμόδια όργανα έλαβον όλα τα απαραίτητα μέτρα δια την ομαλήν διεξαγωγήν των εργασιών. Εις τους κύκλους των διπλωματών επικρατεί η γνώμη ότι η εξέλιξις θα είναι ευνοϊκή, καθ' όσον αμφότεραι αι πλευραί εκδηλώνουν διάθεσιν συνεννοήσεως. <box>632 778 748 904</box>
filler-text: Κατά τας πληροφορίας, αι συζητήσεις συνεχίζονται και αναμένεται ότι εντός των προσεχών ημερών θα ανακοινωθούν αι αποφάσεις. Ο εκπρόσωπος της Κυβερνήσεως εδήλωσεν ότι η κατάστασις παρακολουθείται στενώς, και ότι τα αρμόδια όργανα έλαβον όλα τα απαραίτητα μέτρα δια την ομαλήν διεξαγωγήν των εργασιών. Εις τους κύκλους των διπλωματών επικρατεί η γνώμη ότι η εξέλιξις θα είναι ευνοϊκή, καθ' όσον αμφότεραι αι πλευραί εκδηλώνουν διάθεσιν συνεννοήσεως. <box>632 529 748 655</box>
filler-text: Κατά τας πληροφορίας, αι συζητήσεις συνεχίζονται και αναμένεται ότι εντός των προσεχών ημερών θα ανακοινωθούν αι αποφάσεις. Ο εκπρόσωπος της Κυβερνήσεως εδήλωσεν ότι η κατάστασις παρακολουθείται στενώς, και ότι τα αρμόδια όργανα έλαβον όλα τα απαραίτητα μέτρα δια την ομαλήν διεξαγωγήν των εργασιών. Εις τους κύκλους των διπλωματών επικρατεί η γνώμη ότι η εξέλιξις θα είναι ευνοϊκή, καθ' όσον αμφότεραι αι πλευραί εκδηλώνουν διάθεσιν συνεννοήσεως. <box>389 1979 502 2106</box>
filler-text: Κατά τας πληροφορίας, αι συζητήσεις συνεχίζονται και αναμένεται ότι εντός των προσεχών ημερών θα ανακοινωθούν αι αποφάσεις. Ο εκπρόσωπος της Κυβερνήσεως εδήλωσεν ότι η κατάστασις παρακολουθείται στενώς, και ότι τα αρμόδια όργανα έλαβον όλα τα απαραίτητα μέτρα δια την ομαλήν διεξαγωγήν των εργασιών. Εις τους κύκλους των διπλωματών επικρατεί η γνώμη ότι η εξέλιξις θα είναι ευνοϊκή, καθ' όσον αμφότεραι αι πλευραί εκδηλώνουν διάθεσιν συνεννοήσεως. <box>507 1115 620 1242</box>
lottery-row: 29913 30253 36060 40813 40563 <box>632 1408 785 1418</box>
strategic-dateline: ΟΥΑΣΙΓΚΤΩΝ, 21. (Αθηναϊκόν Πρακτορεῖον). <box>632 757 748 775</box>
strategic-article <box>632 758 870 1037</box>
section-heading: ΒΙΣΣΕΝΤ ΜΠΟΥΓΙΣΤ <box>1129 218 1208 227</box>
filler-text: Κατά τας πληροφορίας, αι συζητήσεις συνεχίζονται και αναμένεται ότι εντός των προσεχών ημερών θα ανακοινωθούν αι αποφάσεις. Ο εκπρόσωπος της Κυβερνήσεως εδήλωσεν ότι η κατάστασις παρακολουθείται στενώς, και ότι τα αρμόδια όργανα έλαβον όλα τα απαραίτητα μέτρα δια την ομαλήν διεξαγωγήν των εργασιών. Εις τους κύκλους των διπλωματών επικρατεί η γνώμη ότι η εξέλιξις θα είναι ευνοϊκή, καθ' όσον αμφότεραι αι πλευραί εκδηλώνουν διάθεσιν συνεννοήσεως. <box>1074 806 1263 878</box>
lottery-row: 10936 19723 22650 22865 23109 <box>632 1397 785 1407</box>
filler-text: Κατά τας πληροφορίας, αι συζητήσεις συνεχίζονται και αναμένεται ότι εντός των προσεχών ημερών θα ανακοινωθούν αι αποφάσεις. Ο εκπρόσωπος της Κυβερνήσεως εδήλωσεν ότι η κατάστασις παρακολουθείται στενώς, και ότι τα αρμόδια όργανα έλαβον όλα τα απαραίτητα μέτρα δια την ομαλήν διεξαγωγήν των εργασιών. Εις τους κύκλους των διπλωματών επικρατεί η γνώμη ότι η εξέλιξις θα είναι ευνοϊκή, καθ' όσον αμφότεραι αι πλευραί εκδηλώνουν διάθεσιν συνεννοήσεως. <box>20 810 196 892</box>
filler-text: Κατά τας πληροφορίας, αι συζητήσεις συνεχίζονται και αναμένεται ότι εντός των προσεχών ημερών θα ανακοινωθούν αι αποφάσεις. Ο εκπρόσωπος της Κυβερνήσεως εδήλωσεν ότι η κατάστασις παρακολουθείται στενώς, και ότι τα αρμόδια όργανα έλαβον όλα τα απαραίτητα μέτρα δια την ομαλήν διεξαγωγήν των εργασιών. Εις τους κύκλους των διπλωματών επικρατεί η γνώμη ότι η εξέλιξις θα είναι ευνοϊκή, καθ' όσον αμφότεραι αι πλευραί εκδηλώνουν διάθεσιν συνεννοήσεως. <box>389 2142 502 2268</box>
filler-text: Κατά τας πληροφορίας, αι συζητήσεις συνεχίζονται και αναμένεται ότι εντός των προσεχών ημερών θα ανακοινωθούν αι αποφάσεις. Ο εκπρόσωπος της Κυβερνήσεως εδήλωσεν ότι η κατάστασις παρακολουθείται στενώς, και ότι τα αρμόδια όργανα έλαβον όλα τα απαραίτητα μέτρα δια την ομαλήν διεξαγωγήν των εργασιών. Εις τους κύκλους των διπλωματών επικρατεί η γνώμη ότι η εξέλιξις θα είναι ευνοϊκή, καθ' όσον αμφότεραι αι πλευραί εκδηλώνουν διάθεσιν συνεννοήσεως. <box>632 205 870 267</box>
filler-text: Κατά τας πληροφορίας, αι συζητήσεις συνεχίζονται και αναμένεται ότι εντός των προσεχών ημερών θα ανακοινωθούν αι αποφάσεις. Ο εκπρόσωπος της Κυβερνήσεως εδήλωσεν ότι η κατάστασις παρακολουθείται στενώς, και ότι τα αρμόδια όργανα έλαβον όλα τα απαραίτητα μέτρα δια την ομαλήν διεξαγωγήν των εργασιών. Εις τους κύκλους των διπλωματών επικρατεί η γνώμη ότι η εξέλιξις θα είναι ευνοϊκή, καθ' όσον αμφότεραι αι πλευραί εκδηλώνουν διάθεσιν συνεννοήσεως. <box>632 1210 748 1337</box>
czech-headline: ΤΟ Κ.Κ. ΤΗΣ ΤΣΕΧΟΣΛΟΒΑΚΙΑΣ ΚΑΛΕΙΤΑΙ ΝΑ ΑΠΟΚΗΡΥΞΗ ΤΗΝ ΟΜΑΔΑ ΤΩΝ ΡΩΣΣΟΦΙΛΩΝ <box>940 15 1397 103</box>
section-heading: ΘΑΛΑΣΣΟΤΑΡΑΧΗ <box>252 1628 326 1636</box>
filler-text: Κατά τας πληροφορίας, αι συζητήσεις συνεχίζονται και αναμένεται ότι εντός των προσεχών ημερών θα ανακοινωθούν αι αποφάσεις. Ο εκπρόσωπος της Κυβερνήσεως εδήλωσεν ότι η κατάστασις παρακολουθείται στενώς, και ότι τα αρμόδια όργανα έλαβον όλα τα απαραίτητα μέτρα δια την ομαλήν διεξαγωγήν των εργασιών. Εις τους κύκλους των διπλωματών επικρατεί η γνώμη ότι η εξέλιξις θα είναι ευνοϊκή, καθ' όσον αμφότεραι αι πλευραί εκδηλώνουν διάθεσιν συνεννοήσεως. <box>389 1498 502 1625</box>
filler-text: Κατά τας πληροφορίας, αι συζητήσεις συνεχίζονται και αναμένεται ότι εντός των προσεχών ημερών θα ανακοινωθούν αι αποφάσεις. Ο εκπρόσωπος της Κυβερνήσεως εδήλωσεν ότι η κατάστασις παρακολουθείται στενώς, και ότι τα αρμόδια όργανα έλαβον όλα τα απαραίτητα μέτρα δια την ομαλήν διεξαγωγήν των εργασιών. Εις τους κύκλους των διπλωματών επικρατεί η γνώμη ότι η εξέλιξις θα είναι ευνοϊκή, καθ' όσον αμφότεραι αι πλευραί εκδηλώνουν διάθεσιν συνεννοήσεως. <box>389 1815 502 1942</box>
column-1 <box>20 15 377 2540</box>
filler-text: Κατά τας πληροφορίας, αι συζητήσεις συνεχίζονται και αναμένεται ότι εντός των προσεχών ημερών θα ανακοινωθούν αι αποφάσεις. Ο εκπρόσωπος της Κυβερνήσεως εδήλωσεν ότι η κατάστασις παρακολουθείται στενώς, και ότι τα αρμόδια όργανα έλαβον όλα τα απαραίτητα μέτρα δια την ομαλήν διεξαγωγήν των εργασιών. Εις τους κύκλους των διπλωματών επικρατεί η γνώμη ότι η εξέλιξις θα είναι ευνοϊκή, καθ' όσον αμφότεραι αι πλευραί εκδηλώνουν διάθεσιν συνεννοήσεως. <box>201 349 377 430</box>
divider <box>389 460 620 462</box>
divider <box>20 1211 377 1213</box>
filler-text: Κατά τας πληροφορίας, αι συζητήσεις συνεχίζονται και αναμένεται ότι εντός των προσεχών ημερών θα ανακοινωθούν αι αποφάσεις. Ο εκπρόσωπος της Κυβερνήσεως εδήλωσεν ότι η κατάστασις παρακολουθείται στενώς, και ότι τα αρμόδια όργανα έλαβον όλα τα απαραίτητα μέτρα δια την ομαλήν διεξαγωγήν των εργασιών. Εις τους κύκλους των διπλωματών επικρατεί η γνώμη ότι η εξέλιξις θα είναι ευνοϊκή, καθ' όσον αμφότεραι αι πλευραί εκδηλώνουν διάθεσιν συνεννοήσεως. <box>201 1449 377 1530</box>
box-line: ΕΙΣ ΤΟ ΠΕΚΙΝΟΝ <box>403 1313 489 1325</box>
filler-text: Κατά τας πληροφορίας, αι συζητήσεις συνεχίζονται και αναμένεται ότι εντός των προσεχών ημερών θα ανακοινωθούν αι αποφάσεις. Ο εκπρόσωπος της Κυβερνήσεως εδήλωσεν ότι η κατάστασις παρακολουθείται στενώς, και ότι τα αρμόδια όργανα έλαβον όλα τα απαραίτητα μέτρα δια την ομαλήν διεξαγωγήν των εργασιών. Εις τους κύκλους των διπλωματών επικρατεί η γνώμη ότι η εξέλιξις θα είναι ευνοϊκή, καθ' όσον αμφότεραι αι πλευραί εκδηλώνουν διάθεσιν συνεννοήσεως. <box>201 894 377 976</box>
humphrey-headline: Ο Χάμφρεϋ ήρχισε νά κερδίζη έδαφος έναντι τού Νίξον <box>390 15 619 86</box>
filler-text: Κατά τας πληροφορίας, αι συζητήσεις συνεχίζονται και αναμένεται ότι εντός των προσεχών ημερών θα ανακοινωθούν αι αποφάσεις. Ο εκπρόσωπος της Κυβερνήσεως εδήλωσεν ότι η κατάστασις παρακολουθείται στενώς, και ότι τα αρμόδια όργανα έλαβον όλα τα απαραίτητα μέτρα δια την ομαλήν διεξαγωγήν των εργασιών. Εις τους κύκλους των διπλωματών επικρατεί η γνώμη ότι η εξέλιξις θα είναι ευνοϊκή, καθ' όσον αμφότεραι αι πλευραί εκδηλώνουν διάθεσιν συνεννοήσεως. <box>20 329 196 411</box>
divider <box>20 249 377 251</box>
filler-text: Κατά τας πληροφορίας, αι συζητήσεις συνεχίζονται και αναμένεται ότι εντός των προσεχών ημερών θα ανακοινωθούν αι αποφάσεις. Ο εκπρόσωπος της Κυβερνήσεως εδήλωσεν ότι η κατάστασις παρακολουθείται στενώς, και ότι τα αρμόδια όργανα έλαβον όλα τα απαραίτητα μέτρα δια την ομαλήν διεξαγωγήν των εργασιών. Εις τους κύκλους των διπλωματών επικρατεί η γνώμη ότι η εξέλιξις θα είναι ευνοϊκή, καθ' όσον αμφότεραι αι πλευραί εκδηλώνουν διάθεσιν συνεννοήσεως. <box>1268 313 1456 386</box>
filler-text: Κατά τας πληροφορίας, αι συζητήσεις συνεχίζονται και αναμένεται ότι εντός των προσεχών ημερών θα ανακοινωθούν αι αποφάσεις. Ο εκπρόσωπος της Κυβερνήσεως εδήλωσεν ότι η κατάστασις παρακολουθείται στενώς, και ότι τα αρμόδια όργανα έλαβον όλα τα απαραίτητα μέτρα δια την ομαλήν διεξαγωγήν των εργασιών. Εις τους κύκλους των διπλωματών επικρατεί η γνώμη ότι η εξέλιξις θα είναι ευνοϊκή, καθ' όσον αμφότεραι αι πλευραί εκδηλώνουν διάθεσιν συνεννοήσεως. <box>389 1334 502 1461</box>
divider <box>1077 1554 1456 1556</box>
snow-headline: ΧΙΟΝΕΣ ΕΚΑΛΥΨΑΝ ΤΗΝ ΒΟΡΕΙΟΝ ΕΛΛΑΔΑ <box>23 1216 375 1235</box>
divider <box>881 563 1456 565</box>
vietnam-dateline: ΠΑΡΙΣΙΟΙ, 21. (Ασσ. Πρές). <box>27 254 132 263</box>
filler-text: Κατά τας πληροφορίας, αι συζητήσεις συνεχίζονται και αναμένεται ότι εντός των προσεχών ημερών θα ανακοινωθούν αι αποφάσεις. Ο εκπρόσωπος της Κυβερνήσεως εδήλωσεν ότι η κατάστασις παρακολουθείται στενώς, και ότι τα αρμόδια όργανα έλαβον όλα τα απαραίτητα μέτρα δια την ομαλήν διεξαγωγήν των εργασιών. Εις τους κύκλους των διπλωματών επικρατεί η γνώμη ότι η εξέλιξις θα είναι ευνοϊκή, καθ' όσον αμφότεραι αι πλευραί εκδηλώνουν διάθεσιν συνεννοήσεως. <box>632 271 870 333</box>
filler-text: Κατά τας πληροφορίας, αι συζητήσεις συνεχίζονται και αναμένεται ότι εντός των προσεχών ημερών θα ανακοινωθούν αι αποφάσεις. Ο εκπρόσωπος της Κυβερνήσεως εδήλωσεν ότι η κατάστασις παρακολουθείται στενώς, και ότι τα αρμόδια όργανα έλαβον όλα τα απαραίτητα μέτρα δια την ομαλήν διεξαγωγήν των εργασιών. Εις τους κύκλους των διπλωματών επικρατεί η γνώμη ότι η εξέλιξις θα είναι ευνοϊκή, καθ' όσον αμφότεραι αι πλευραί εκδηλώνουν διάθεσιν συνεννοήσεως. <box>201 726 377 807</box>
divider <box>632 2353 870 2354</box>
pattakos-headline: Ο κ. ΠΑΤΤΑΚΟΣ ΕΚΗΡΥΞΕΝ ΕΙΣ ΦΛΩΡΙΝΑΝ ΤΗΝ ΕΝΑΡΞΙΝ ΤΟΥ ΤΕΤΑΡΤΟΥ ΕΝ ΒΟΡΕΙΩ ΕΛΛΑΔΙ ΣΥΝΕΔΡΙΟΥ ΤΩΝ ΕΚΠΡΟΣΩΠΩΝ ΤΩΝ ΟΡΓΑΝΙΣΜΩΝ ΑΥΤΟΔΙΟΙΚΗΣΕΩΣ <box>389 464 620 508</box>
section-heading: ΕΙΣ ΤΟ ΠΗΛΙΟΝ <box>258 1345 320 1353</box>
